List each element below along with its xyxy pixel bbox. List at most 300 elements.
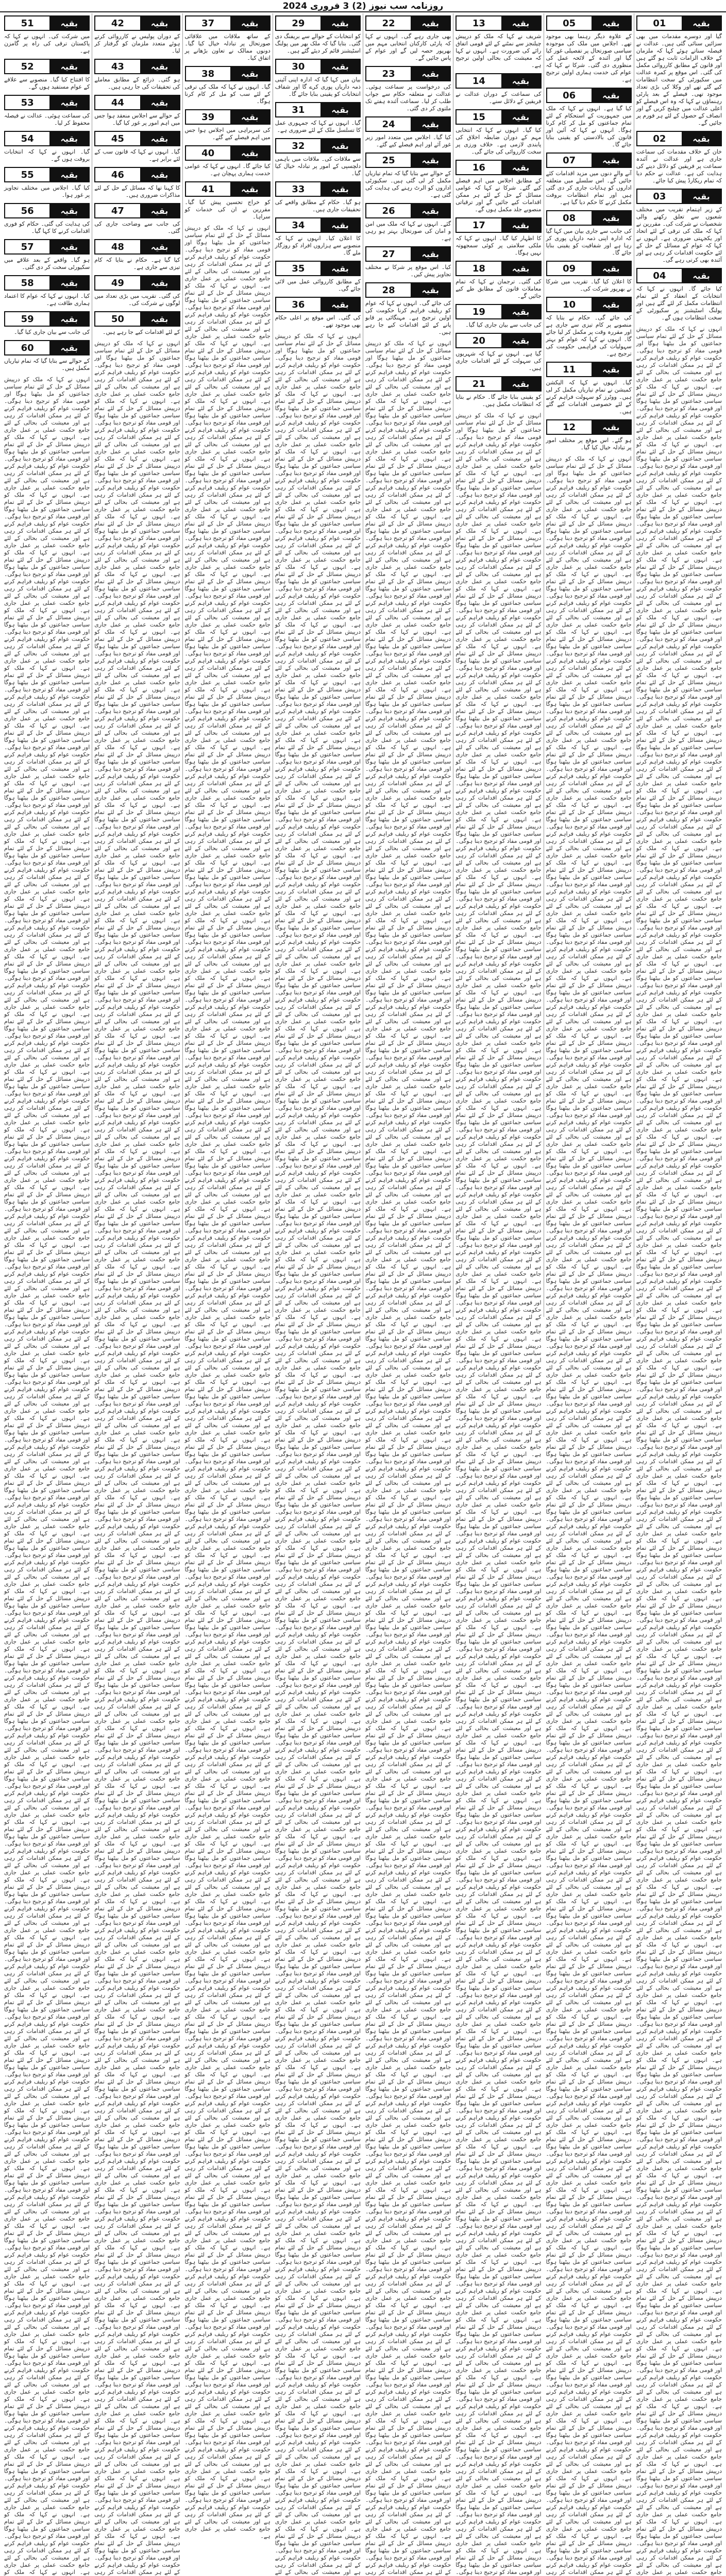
continuation-badge: [455, 73, 541, 89]
continuation-block: [94, 131, 180, 163]
continuation-block: [4, 95, 90, 127]
continuation-number: 60: [21, 342, 34, 353]
column-8: [2, 13, 92, 2575]
continuation-label: بقیہ: [501, 334, 541, 347]
continuation-number: 22: [382, 18, 395, 29]
continuation-block: [185, 109, 271, 141]
continuation-text: ہو گیا۔ واقعے کے بعد علاقے میں سکیورٹی سخت کر دی گئی۔: [4, 257, 90, 270]
continuation-number: 52: [21, 61, 34, 72]
continuation-badge: [4, 167, 90, 182]
continuation-label: بقیہ: [411, 67, 450, 80]
continuation-label: بقیہ: [592, 363, 631, 376]
continuation-number: 49: [111, 277, 124, 289]
continuation-label: بقیہ: [501, 262, 541, 275]
continuation-label: بقیہ: [140, 204, 179, 217]
continuation-number: 35: [292, 263, 305, 274]
continuation-label: بقیہ: [140, 312, 179, 326]
continuation-badge: [275, 181, 361, 197]
continuation-block: [94, 59, 180, 91]
continuation-block: [4, 15, 90, 55]
continuation-block: [4, 239, 90, 271]
continuation-badge: [636, 15, 722, 31]
continuation-block: [365, 203, 451, 242]
continuation-block: [275, 261, 361, 293]
continuation-number: 39: [201, 111, 215, 123]
continuation-label: بقیہ: [501, 161, 541, 174]
continuation-text: کی جانب سے جاری بیان میں کہا گیا کہ ادارہ اپنی ذمہ داریاں پوری کر رہا ہے اور شفافیت کو یقینی بنایا جائے گا۔: [546, 228, 632, 256]
continuation-block: [365, 282, 451, 336]
continuation-number: 44: [111, 97, 124, 108]
continuation-label: بقیہ: [140, 96, 179, 109]
continuation-text: کی سماعت کے دوران عدالت نے فریقین کے دلائل سنے۔: [455, 91, 542, 105]
continuation-label: بقیہ: [230, 182, 269, 196]
continuation-block: [546, 419, 632, 451]
continuation-label: بقیہ: [320, 182, 360, 196]
continuation-text: کی جائے گی۔ حکام نے بتایا کہ منصوبے پر کام تیزی سے جاری ہے اور مقررہ وقت پر مکمل کر لیا جائے گا۔ انہوں نے کہا کہ عوام کو بہتر سہولیات کی فراہمی حکومت کی ترجیح ہے۔: [546, 314, 632, 357]
column-7: [92, 13, 182, 2575]
continuation-label: بقیہ: [49, 96, 89, 109]
column-3: [453, 13, 543, 2575]
continuation-text: کا اعلان کیا گیا۔ تقریب میں شرکا نے بھرپور شرکت کی۔: [546, 278, 632, 292]
continuation-number: 46: [111, 169, 124, 180]
column-body-text: انہوں نے کہا کہ ملک کو درپیش مسائل کے حل کے لئے تمام سیاسی جماعتوں کو مل بیٹھنا ہوگا اور قومی مفاد کو ترجیح دینا ہوگی۔ حکومت عوام کو ریلیف فراہم کرنے کے لئے ہر ممکن اقدامات کر رہی ہے اور معیشت کی بحالی کے لئے جامع حکمت عملی پر عمل جاری ہے۔ انہوں نے کہا کہ ملک کو درپیش مسائل کے حل کے لئے تمام سیاسی جماعتوں کو مل بیٹھنا ہوگا اور قومی مفاد کو ترجیح دینا ہوگی۔ حکومت عوام کو ریلیف فراہم کرنے کے لئے ہر ممکن اقدامات کر رہی ہے اور معیشت کی بحالی کے لئے جامع حکمت عملی پر عمل جاری ہے۔ انہوں نے کہا کہ ملک کو درپیش مسائل کے حل کے لئے تمام سیاسی جماعتوں کو مل بیٹھنا ہوگا اور قومی مفاد کو ترجیح دینا ہوگی۔ حکومت عوام کو ریلیف فراہم کرنے کے لئے ہر ممکن اقدامات کر رہی ہے اور معیشت کی بحالی کے لئے جامع حکمت عملی پر عمل جاری ہے۔ انہوں نے کہا کہ ملک کو درپیش مسائل کے حل کے لئے تمام سیاسی جماعتوں کو مل بیٹھنا ہوگا اور قومی مفاد کو ترجیح دینا ہوگی۔ حکومت عوام کو ریلیف فراہم کرنے کے لئے ہر ممکن اقدامات کر رہی ہے اور معیشت کی بحالی کے لئے جامع حکمت عملی پر عمل جاری ہے۔ انہوں نے کہا کہ ملک کو درپیش مسائل کے حل کے لئے تمام سیاسی جماعتوں کو مل بیٹھنا ہوگا اور قومی مفاد کو ترجیح دینا ہوگی۔ حکومت عوام کو ریلیف فراہم کرنے کے لئے ہر ممکن اقدامات کر رہی ہے اور معیشت کی بحالی کے لئے جامع حکمت عملی پر عمل جاری ہے۔ انہوں نے کہا کہ ملک کو درپیش مسائل کے حل کے لئے تمام سیاسی جماعتوں کو مل بیٹھنا ہوگا اور قومی مفاد کو ترجیح دینا ہوگی۔ حکومت عوام کو ریلیف فراہم کرنے کے لئے ہر ممکن اقدامات کر رہی ہے اور معیشت کی بحالی کے لئے جامع حکمت عملی پر عمل جاری ہے۔ انہوں نے کہا کہ ملک کو درپیش مسائل کے حل کے لئے تمام سیاسی جماعتوں کو مل بیٹھنا ہوگا اور قومی مفاد کو ترجیح دینا ہوگی۔ حکومت عوام کو ریلیف فراہم کرنے کے لئے ہر ممکن اقدامات کر رہی ہے اور معیشت کی بحالی کے لئے جامع حکمت عملی پر عمل جاری ہے۔ انہوں نے کہا کہ ملک کو درپیش مسائل کے حل کے لئے تمام سیاسی جماعتوں کو مل بیٹھنا ہوگا اور قومی مفاد کو ترجیح دینا ہوگی۔ حکومت عوام کو ریلیف فراہم کرنے کے لئے ہر ممکن اقدامات کر رہی ہے اور معیشت کی بحالی کے لئے جامع حکمت عملی پر عمل جاری ہے۔ انہوں نے کہا کہ ملک کو درپیش مسائل کے حل کے لئے تمام سیاسی جماعتوں کو مل بیٹھنا ہوگا اور قومی مفاد کو ترجیح دینا ہوگی۔ حکومت عوام کو ریلیف فراہم کرنے کے لئے ہر ممکن اقدامات کر رہی ہے اور معیشت کی بحالی کے لئے جامع حکمت عملی پر عمل جاری ہے۔ انہوں نے کہا کہ ملک کو درپیش مسائل کے حل کے لئے تمام سیاسی جماعتوں کو مل بیٹھنا ہوگا اور قومی مفاد کو ترجیح دینا ہوگی۔ حکومت عوام کو ریلیف فراہم کرنے کے لئے ہر ممکن اقدامات کر رہی ہے اور معیشت کی بحالی کے لئے جامع حکمت عملی پر عمل جاری ہے۔ انہوں نے کہا کہ ملک کو درپیش مسائل کے حل کے لئے تمام سیاسی جماعتوں کو مل بیٹھنا ہوگا اور قومی مفاد کو ترجیح دینا ہوگی۔ حکومت عوام کو ریلیف فراہم کرنے کے لئے ہر ممکن اقدامات کر رہی ہے اور معیشت کی بحالی کے لئے جامع حکمت عملی پر عمل جاری ہے۔ انہوں نے کہا کہ ملک کو درپیش مسائل کے حل کے لئے تمام سیاسی جماعتوں کو مل بیٹھنا ہوگا اور قومی مفاد کو ترجیح دینا ہوگی۔ حکومت عوام کو ریلیف فراہم کرنے کے لئے ہر ممکن اقدامات کر رہی ہے اور معیشت کی بحالی کے لئے جامع حکمت عملی پر عمل جاری ہے۔ انہوں نے کہا کہ ملک کو درپیش مسائل کے حل کے لئے تمام سیاسی جماعتوں کو مل بیٹھنا ہوگا اور قومی مفاد کو ترجیح دینا ہوگی۔ حکومت عوام کو ریلیف فراہم کرنے کے لئے ہر ممکن اقدامات کر رہی ہے اور معیشت کی بحالی کے لئے جامع حکمت عملی پر عمل جاری ہے۔ انہوں نے کہا کہ ملک کو درپیش مسائل کے حل کے لئے تمام سیاسی جماعتوں کو مل بیٹھنا ہوگا اور قومی مفاد کو ترجیح دینا ہوگی۔ حکومت عوام کو ریلیف فراہم کرنے کے لئے ہر ممکن اقدامات کر رہی ہے اور معیشت کی بحالی کے لئے جامع حکمت عملی پر عمل جاری ہے۔ انہوں نے کہا کہ ملک کو درپیش مسائل کے حل کے لئے تمام سیاسی جماعتوں کو مل بیٹھنا ہوگا اور قومی مفاد کو ترجیح دینا ہوگی۔ حکومت عوام کو ریلیف فراہم کرنے کے لئے ہر ممکن اقدامات کر رہی ہے اور معیشت کی بحالی کے لئے جامع حکمت عملی پر عمل جاری ہے۔ انہوں نے کہا کہ ملک کو درپیش مسائل کے حل کے لئے تمام سیاسی جماعتوں کو مل بیٹھنا ہوگا اور قومی مفاد کو ترجیح دینا ہوگی۔ حکومت عوام کو ریلیف فراہم کرنے کے لئے ہر ممکن اقدامات کر رہی ہے اور معیشت کی بحالی کے لئے جامع حکمت عملی پر عمل جاری ہے۔ انہوں نے کہا کہ ملک کو درپیش مسائل کے حل کے لئے تمام سیاسی جماعتوں کو مل بیٹھنا ہوگا اور قومی مفاد کو ترجیح دینا ہوگی۔ حکومت عوام کو ریلیف فراہم کرنے کے لئے ہر ممکن اقدامات کر رہی ہے اور معیشت کی بحالی کے لئے جامع حکمت عملی پر عمل جاری ہے۔ انہوں نے کہا کہ ملک کو درپیش مسائل کے حل کے لئے تمام سیاسی جماعتوں کو مل بیٹھنا ہوگا اور قومی مفاد کو ترجیح دینا ہوگی۔ حکومت عوام کو ریلیف فراہم کرنے کے لئے ہر ممکن اقدامات کر رہی ہے اور معیشت کی بحالی کے لئے جامع حکمت عملی پر عمل جاری ہے۔ انہوں نے کہا کہ ملک کو درپیش مسائل کے حل کے لئے تمام سیاسی جماعتوں کو مل بیٹھنا ہوگا اور قومی مفاد کو ترجیح دینا ہوگی۔ حکومت عوام کو ریلیف فراہم کرنے کے لئے ہر ممکن اقدامات کر رہی ہے اور معیشت کی بحالی کے لئے جامع حکمت عملی پر عمل جاری ہے۔ انہوں نے کہا کہ ملک کو درپیش مسائل کے حل کے لئے تمام سیاسی جماعتوں کو مل بیٹھنا ہوگا اور قومی مفاد کو ترجیح دینا ہوگی۔ حکومت عوام کو ریلیف فراہم کرنے کے لئے ہر ممکن اقدامات کر رہی ہے اور معیشت کی بحالی کے لئے جامع حکمت عملی پر عمل جاری ہے۔ انہوں نے کہا کہ ملک کو درپیش مسائل کے حل کے لئے تمام سیاسی جماعتوں کو مل بیٹھنا ہوگا اور قومی مفاد کو ترجیح دینا ہوگی۔ حکومت عوام کو ریلیف فراہم کرنے کے لئے ہر ممکن اقدامات کر رہی ہے اور معیشت کی بحالی کے لئے جامع حکمت عملی پر عمل جاری ہے۔ انہوں نے کہا کہ ملک کو درپیش مسائل کے حل کے لئے تمام سیاسی جماعتوں کو مل بیٹھنا ہوگا اور قومی مفاد کو ترجیح دینا ہوگی۔ حکومت عوام کو ریلیف فراہم کرنے کے لئے ہر ممکن اقدامات کر رہی ہے اور معیشت کی بحالی کے لئے جامع حکمت عملی پر عمل جاری ہے۔ انہوں نے کہا کہ ملک کو درپیش مسائل کے حل کے لئے تمام سیاسی جماعتوں کو مل بیٹھنا ہوگا اور قومی مفاد کو ترجیح دینا ہوگی۔ حکومت عوام کو ریلیف فراہم کرنے کے لئے ہر ممکن اقدامات کر رہی ہے اور معیشت کی بحالی کے لئے جامع حکمت عملی پر عمل جاری ہے۔ انہوں نے کہا کہ ملک کو درپیش مسائل کے حل کے لئے تمام سیاسی جماعتوں کو مل بیٹھنا ہوگا اور قومی مفاد کو ترجیح دینا ہوگی۔ حکومت عوام کو ریلیف فراہم کرنے کے لئے ہر ممکن اقدامات کر رہی ہے اور معیشت کی بحالی کے لئے جامع حکمت عملی پر عمل جاری ہے۔ انہوں نے کہا کہ ملک کو درپیش مسائل کے حل کے لئے تمام سیاسی جماعتوں کو مل بیٹھنا ہوگا اور قومی مفاد کو ترجیح دینا ہوگی۔ حکومت عوام کو ریلیف فراہم کرنے کے لئے ہر ممکن اقدامات کر رہی ہے اور معیشت کی بحالی کے لئے جامع حکمت عملی پر عمل جاری ہے۔ انہوں نے کہا کہ ملک کو درپیش مسائل کے حل کے لئے تمام سیاسی جماعتوں کو مل بیٹھنا ہوگا اور قومی مفاد کو ترجیح دینا ہوگی۔ حکومت عوام کو ریلیف فراہم کرنے کے لئے ہر ممکن اقدامات کر رہی ہے اور معیشت کی بحالی کے لئے جامع حکمت عملی پر عمل جاری ہے۔ انہوں نے کہا کہ ملک کو درپیش مسائل کے حل کے لئے تمام سیاسی جماعتوں کو مل بیٹھنا ہوگا اور قومی مفاد کو ترجیح دینا ہوگی۔ حکومت عوام کو ریلیف فراہم کرنے کے لئے ہر ممکن اقدامات کر رہی ہے اور معیشت کی بحالی کے لئے جامع حکمت عملی پر عمل جاری ہے۔ انہوں نے کہا کہ ملک کو درپیش مسائل کے حل کے لئے تمام سیاسی جماعتوں کو مل بیٹھنا ہوگا اور قومی مفاد کو ترجیح دینا ہوگی۔ حکومت عوام کو ریلیف فراہم کرنے کے لئے ہر ممکن اقدامات کر رہی ہے اور معیشت کی بحالی کے لئے جامع حکمت عملی پر عمل جاری ہے۔ انہوں نے کہا کہ ملک کو درپیش مسائل کے حل کے لئے تمام سیاسی جماعتوں کو مل بیٹھنا ہوگا اور قومی مفاد کو ترجیح دینا ہوگی۔ حکومت عوام کو ریلیف فراہم کرنے کے لئے ہر ممکن اقدامات کر رہی ہے اور معیشت کی بحالی کے لئے جامع حکمت عملی پر عمل جاری ہے۔ انہوں نے کہا کہ ملک کو درپیش مسائل کے حل کے لئے تمام سیاسی جماعتوں کو مل بیٹھنا ہوگا اور قومی مفاد کو ترجیح دینا ہوگی۔ حکومت عوام کو ریلیف فراہم کرنے کے لئے ہر ممکن اقدامات کر رہی ہے اور معیشت کی بحالی کے لئے جامع حکمت عملی پر عمل جاری ہے۔ انہوں نے کہا کہ ملک کو درپیش مسائل کے حل کے لئے تمام سیاسی جماعتوں کو مل بیٹھنا ہوگا اور قومی مفاد کو ترجیح دینا ہوگی۔ حکومت عوام کو ریلیف فراہم کرنے کے لئے ہر ممکن اقدامات کر رہی ہے اور معیشت کی بحالی کے لئے جامع حکمت عملی پر عمل جاری ہے۔ انہوں نے کہا کہ ملک کو درپیش مسائل کے حل کے لئے تمام سیاسی جماعتوں کو مل بیٹھنا ہوگا اور قومی مفاد کو ترجیح دینا ہوگی۔ حکومت عوام کو ریلیف فراہم کرنے کے لئے ہر ممکن اقدامات کر رہی ہے اور معیشت کی بحالی کے لئے جامع حکمت عملی پر عمل جاری ہے۔ انہوں نے کہا کہ ملک کو درپیش مسائل کے حل کے لئے تمام سیاسی جماعتوں کو مل بیٹھنا ہوگا اور قومی مفاد کو ترجیح دینا ہوگی۔ حکومت عوام کو ریلیف فراہم کرنے کے لئے ہر ممکن اقدامات کر رہی ہے اور معیشت کی بحالی کے لئے جامع حکمت عملی پر عمل جاری ہے۔ انہوں نے کہا کہ ملک کو درپیش مسائل کے حل کے لئے تمام سیاسی جماعتوں کو مل بیٹھنا ہوگا اور قومی مفاد کو ترجیح دینا ہوگی۔ حکومت عوام کو ریلیف فراہم کرنے کے لئے ہر ممکن اقدامات کر رہی ہے اور معیشت کی بحالی کے لئے جامع حکمت عملی پر عمل جاری ہے۔ انہوں نے کہا کہ ملک کو درپیش مسائل کے حل کے لئے تمام سیاسی جماعتوں کو مل بیٹھنا ہوگا اور قومی مفاد کو ترجیح دینا ہوگی۔ حکومت عوام کو ریلیف فراہم کرنے کے لئے ہر ممکن اقدامات کر رہی ہے اور معیشت کی بحالی کے لئے جامع حکمت عملی پر عمل جاری ہے۔ انہوں نے کہا کہ ملک کو درپیش مسائل کے حل کے لئے تمام سیاسی جماعتوں کو مل بیٹھنا ہوگا اور قومی مفاد کو ترجیح دینا ہوگی۔ حکومت عوام کو ریلیف فراہم کرنے کے لئے ہر ممکن اقدامات کر رہی ہے اور معیشت کی بحالی کے لئے جامع حکمت عملی پر عمل جاری ہے۔ انہوں نے کہا کہ ملک کو درپیش مسائل کے حل کے لئے تمام سیاسی جماعتوں کو مل بیٹھنا ہوگا اور قومی مفاد کو ترجیح دینا ہوگی۔ حکومت عوام کو ریلیف فراہم کرنے کے لئے ہر ممکن اقدامات کر رہی ہے اور معیشت کی بحالی کے لئے جامع حکمت عملی پر عمل جاری ہے۔ انہوں نے کہا کہ ملک کو درپیش مسائل کے حل کے لئے تمام سیاسی جماعتوں کو مل بیٹھنا ہوگا اور قومی مفاد کو ترجیح دینا ہوگی۔ حکومت عوام کو ریلیف فراہم کرنے کے لئے ہر ممکن اقدامات کر رہی ہے اور معیشت کی بحالی کے لئے جامع حکمت عملی پر عمل جاری ہے۔ انہوں نے کہا کہ ملک کو درپیش مسائل کے حل کے لئے تمام سیاسی جماعتوں کو مل بیٹھنا ہوگا اور قومی مفاد کو ترجیح دینا ہوگی۔ حکومت عوام کو ریلیف فراہم کرنے کے لئے ہر ممکن اقدامات کر رہی ہے اور معیشت کی بحالی کے لئے جامع حکمت عملی پر عمل جاری: [636, 326, 722, 2575]
continuation-badge: [636, 131, 722, 146]
column-5: [273, 13, 363, 2575]
continuation-badge: [365, 66, 451, 81]
continuation-label: بقیہ: [140, 16, 179, 30]
continuation-text: کا اعلان کیا۔ انہوں نے کہا کہ منصوبے سے ہزاروں افراد کو روزگار ملے گا۔: [275, 235, 361, 256]
continuation-label: بقیہ: [140, 168, 179, 181]
continuation-block: [4, 311, 90, 336]
continuation-text: کے ساتھ ملاقات میں علاقائی صورتحال پر تبادلہ خیال کیا گیا۔ دونوں ممالک نے تعاون بڑھانے پر اتفاق کیا۔: [184, 33, 271, 61]
continuation-text: ہو گیا۔ حکام کے مطابق واقعے کی تحقیقات جاری ہیں۔: [275, 199, 361, 213]
column-body-text: انہوں نے کہا کہ ملک کو درپیش مسائل کے حل کے لئے تمام سیاسی جماعتوں کو مل بیٹھنا ہوگا اور قومی مفاد کو ترجیح دینا ہوگی۔ حکومت عوام کو ریلیف فراہم کرنے کے لئے ہر ممکن اقدامات کر رہی ہے اور معیشت کی بحالی کے لئے جامع حکمت عملی پر عمل جاری ہے۔ انہوں نے کہا کہ ملک کو درپیش مسائل کے حل کے لئے تمام سیاسی جماعتوں کو مل بیٹھنا ہوگا اور قومی مفاد کو ترجیح دینا ہوگی۔ حکومت عوام کو ریلیف فراہم کرنے کے لئے ہر ممکن اقدامات کر رہی ہے اور معیشت کی بحالی کے لئے جامع حکمت عملی پر عمل جاری ہے۔ انہوں نے کہا کہ ملک کو درپیش مسائل کے حل کے لئے تمام سیاسی جماعتوں کو مل بیٹھنا ہوگا اور قومی مفاد کو ترجیح دینا ہوگی۔ حکومت عوام کو ریلیف فراہم کرنے کے لئے ہر ممکن اقدامات کر رہی ہے اور معیشت کی بحالی کے لئے جامع حکمت عملی پر عمل جاری ہے۔ انہوں نے کہا کہ ملک کو درپیش مسائل کے حل کے لئے تمام سیاسی جماعتوں کو مل بیٹھنا ہوگا اور قومی مفاد کو ترجیح دینا ہوگی۔ حکومت عوام کو ریلیف فراہم کرنے کے لئے ہر ممکن اقدامات کر رہی ہے اور معیشت کی بحالی کے لئے جامع حکمت عملی پر عمل جاری ہے۔ انہوں نے کہا کہ ملک کو درپیش مسائل کے حل کے لئے تمام سیاسی جماعتوں کو مل بیٹھنا ہوگا اور قومی مفاد کو ترجیح دینا ہوگی۔ حکومت عوام کو ریلیف فراہم کرنے کے لئے ہر ممکن اقدامات کر رہی ہے اور معیشت کی بحالی کے لئے جامع حکمت عملی پر عمل جاری ہے۔ انہوں نے کہا کہ ملک کو درپیش مسائل کے حل کے لئے تمام سیاسی جماعتوں کو مل بیٹھنا ہوگا اور قومی مفاد کو ترجیح دینا ہوگی۔ حکومت عوام کو ریلیف فراہم کرنے کے لئے ہر ممکن اقدامات کر رہی ہے اور معیشت کی بحالی کے لئے جامع حکمت عملی پر عمل جاری ہے۔ انہوں نے کہا کہ ملک کو درپیش مسائل کے حل کے لئے تمام سیاسی جماعتوں کو مل بیٹھنا ہوگا اور قومی مفاد کو ترجیح دینا ہوگی۔ حکومت عوام کو ریلیف فراہم کرنے کے لئے ہر ممکن اقدامات کر رہی ہے اور معیشت کی بحالی کے لئے جامع حکمت عملی پر عمل جاری ہے۔ انہوں نے کہا کہ ملک کو درپیش مسائل کے حل کے لئے تمام سیاسی جماعتوں کو مل بیٹھنا ہوگا اور قومی مفاد کو ترجیح دینا ہوگی۔ حکومت عوام کو ریلیف فراہم کرنے کے لئے ہر ممکن اقدامات کر رہی ہے اور معیشت کی بحالی کے لئے جامع حکمت عملی پر عمل جاری ہے۔ انہوں نے کہا کہ ملک کو درپیش مسائل کے حل کے لئے تمام سیاسی جماعتوں کو مل بیٹھنا ہوگا اور قومی مفاد کو ترجیح دینا ہوگی۔ حکومت عوام کو ریلیف فراہم کرنے کے لئے ہر ممکن اقدامات کر رہی ہے اور معیشت کی بحالی کے لئے جامع حکمت عملی پر عمل جاری ہے۔ انہوں نے کہا کہ ملک کو درپیش مسائل کے حل کے لئے تمام سیاسی جماعتوں کو مل بیٹھنا ہوگا اور قومی مفاد کو ترجیح دینا ہوگی۔ حکومت عوام کو ریلیف فراہم کرنے کے لئے ہر ممکن اقدامات کر رہی ہے اور معیشت کی بحالی کے لئے جامع حکمت عملی پر عمل جاری ہے۔ انہوں نے کہا کہ ملک کو درپیش مسائل کے حل کے لئے تمام سیاسی جماعتوں کو مل بیٹھنا ہوگا اور قومی مفاد کو ترجیح دینا ہوگی۔ حکومت عوام کو ریلیف فراہم کرنے کے لئے ہر ممکن اقدامات کر رہی ہے اور معیشت کی بحالی کے لئے جامع حکمت عملی پر عمل جاری ہے۔ انہوں نے کہا کہ ملک کو درپیش مسائل کے حل کے لئے تمام سیاسی جماعتوں کو مل بیٹھنا ہوگا اور قومی مفاد کو ترجیح دینا ہوگی۔ حکومت عوام کو ریلیف فراہم کرنے کے لئے ہر ممکن اقدامات کر رہی ہے اور معیشت کی بحالی کے لئے جامع حکمت عملی پر عمل جاری ہے۔ انہوں نے کہا کہ ملک کو درپیش مسائل کے حل کے لئے تمام سیاسی جماعتوں کو مل بیٹھنا ہوگا اور قومی مفاد کو ترجیح دینا ہوگی۔ حکومت عوام کو ریلیف فراہم کرنے کے لئے ہر ممکن اقدامات کر رہی ہے اور معیشت کی بحالی کے لئے جامع حکمت عملی پر عمل جاری ہے۔ انہوں نے کہا کہ ملک کو درپیش مسائل کے حل کے لئے تمام سیاسی جماعتوں کو مل بیٹھنا ہوگا اور قومی مفاد کو ترجیح دینا ہوگی۔ حکومت عوام کو ریلیف فراہم کرنے کے لئے ہر ممکن اقدامات کر رہی ہے اور معیشت کی بحالی کے لئے جامع حکمت عملی پر عمل جاری ہے۔ انہوں نے کہا کہ ملک کو درپیش مسائل کے حل کے لئے تمام سیاسی جماعتوں کو مل بیٹھنا ہوگا اور قومی مفاد کو ترجیح دینا ہوگی۔ حکومت عوام کو ریلیف فراہم کرنے کے لئے ہر ممکن اقدامات کر رہی ہے اور معیشت کی بحالی کے لئے جامع حکمت عملی پر عمل جاری ہے۔ انہوں نے کہا کہ ملک کو درپیش مسائل کے حل کے لئے تمام سیاسی جماعتوں کو مل بیٹھنا ہوگا اور قومی مفاد کو ترجیح دینا ہوگی۔ حکومت عوام کو ریلیف فراہم کرنے کے لئے ہر ممکن اقدامات کر رہی ہے اور معیشت کی بحالی کے لئے جامع حکمت عملی پر عمل جاری ہے۔ انہوں نے کہا کہ ملک کو درپیش مسائل کے حل کے لئے تمام سیاسی جماعتوں کو مل بیٹھنا ہوگا اور قومی مفاد کو ترجیح دینا ہوگی۔ حکومت عوام کو ریلیف فراہم کرنے کے لئے ہر ممکن اقدامات کر رہی ہے اور معیشت کی بحالی کے لئے جامع حکمت عملی پر عمل جاری ہے۔ انہوں نے کہا کہ ملک کو درپیش مسائل کے حل کے لئے تمام سیاسی جماعتوں کو مل بیٹھنا ہوگا اور قومی مفاد کو ترجیح دینا ہوگی۔ حکومت عوام کو ریلیف فراہم کرنے کے لئے ہر ممکن اقدامات کر رہی ہے اور معیشت کی بحالی کے لئے جامع حکمت عملی پر عمل جاری ہے۔ انہوں نے کہا کہ ملک کو درپیش مسائل کے حل کے لئے تمام سیاسی جماعتوں کو مل بیٹھنا ہوگا اور قومی مفاد کو ترجیح دینا ہوگی۔ حکومت عوام کو ریلیف فراہم کرنے کے لئے ہر ممکن اقدامات کر رہی ہے اور معیشت کی بحالی کے لئے جامع حکمت عملی پر عمل جاری ہے۔ انہوں نے کہا کہ ملک کو درپیش مسائل کے حل کے لئے تمام سیاسی جماعتوں کو مل بیٹھنا ہوگا اور قومی مفاد کو ترجیح دینا ہوگی۔ حکومت عوام کو ریلیف فراہم کرنے کے لئے ہر ممکن اقدامات کر رہی ہے اور معیشت کی بحالی کے لئے جامع حکمت عملی پر عمل جاری ہے۔ انہوں نے کہا کہ ملک کو درپیش مسائل کے حل کے لئے تمام سیاسی جماعتوں کو مل بیٹھنا ہوگا اور قومی مفاد کو ترجیح دینا ہوگی۔ حکومت عوام کو ریلیف فراہم کرنے کے لئے ہر ممکن اقدامات کر رہی ہے اور معیشت کی بحالی کے لئے جامع حکمت عملی پر عمل جاری ہے۔ انہوں نے کہا کہ ملک کو درپیش مسائل کے حل کے لئے تمام سیاسی جماعتوں کو مل بیٹھنا ہوگا اور قومی مفاد کو ترجیح دینا ہوگی۔ حکومت عوام کو ریلیف فراہم کرنے کے لئے ہر ممکن اقدامات کر رہی ہے اور معیشت کی بحالی کے لئے جامع حکمت عملی پر عمل جاری ہے۔ انہوں نے کہا کہ ملک کو درپیش مسائل کے حل کے لئے تمام سیاسی جماعتوں کو مل بیٹھنا ہوگا اور قومی مفاد کو ترجیح دینا ہوگی۔ حکومت عوام کو ریلیف فراہم کرنے کے لئے ہر ممکن اقدامات کر رہی ہے اور معیشت کی بحالی کے لئے جامع حکمت عملی پر عمل جاری ہے۔ انہوں نے کہا کہ ملک کو درپیش مسائل کے حل کے لئے تمام سیاسی جماعتوں کو مل بیٹھنا ہوگا اور قومی مفاد کو ترجیح دینا ہوگی۔ حکومت عوام کو ریلیف فراہم کرنے کے لئے ہر ممکن اقدامات کر رہی ہے اور معیشت کی بحالی کے لئے جامع حکمت عملی پر عمل جاری ہے۔ انہوں نے کہا کہ ملک کو درپیش مسائل کے حل کے لئے تمام سیاسی جماعتوں کو مل بیٹھنا ہوگا اور قومی مفاد کو ترجیح دینا ہوگی۔ حکومت عوام کو ریلیف فراہم کرنے کے لئے ہر ممکن اقدامات کر رہی ہے اور معیشت کی بحالی کے لئے جامع حکمت عملی پر عمل جاری ہے۔ انہوں نے کہا کہ ملک کو درپیش مسائل کے حل کے لئے تمام سیاسی جماعتوں کو مل بیٹھنا ہوگا اور قومی مفاد کو ترجیح دینا ہوگی۔ حکومت عوام کو ریلیف فراہم کرنے کے لئے ہر ممکن اقدامات کر رہی ہے اور معیشت کی بحالی کے لئے جامع حکمت عملی پر عمل جاری ہے۔ انہوں نے کہا کہ ملک کو درپیش مسائل کے حل کے لئے تمام سیاسی جماعتوں کو مل بیٹھنا ہوگا اور قومی مفاد کو ترجیح دینا ہوگی۔ حکومت عوام کو ریلیف فراہم کرنے کے لئے ہر ممکن اقدامات کر رہی ہے اور معیشت کی بحالی کے لئے جامع حکمت عملی پر عمل جاری ہے۔ انہوں نے کہا کہ ملک کو درپیش مسائل کے حل کے لئے تمام سیاسی جماعتوں کو مل بیٹھنا ہوگا اور قومی مفاد کو ترجیح دینا ہوگی۔ حکومت عوام کو ریلیف فراہم کرنے کے لئے ہر ممکن اقدامات کر رہی ہے اور معیشت کی بحالی کے لئے جامع حکمت عملی پر عمل جاری ہے۔ انہوں نے کہا کہ ملک کو درپیش مسائل کے حل کے لئے تمام سیاسی جماعتوں کو مل بیٹھنا ہوگا اور قومی مفاد کو ترجیح دینا ہوگی۔ حکومت عوام کو ریلیف فراہم کرنے کے لئے ہر ممکن اقدامات کر رہی ہے اور معیشت کی بحالی کے لئے جامع حکمت عملی پر عمل جاری ہے۔ انہوں نے کہا کہ ملک کو درپیش مسائل کے حل کے لئے تمام سیاسی جماعتوں کو مل بیٹھنا ہوگا اور قومی مفاد کو ترجیح دینا ہوگی۔ حکومت عوام کو ریلیف فراہم کرنے کے لئے ہر ممکن اقدامات کر رہی ہے اور معیشت کی بحالی کے لئے جامع حکمت عملی پر عمل جاری ہے۔ انہوں نے کہا کہ ملک کو درپیش مسائل کے حل کے لئے تمام سیاسی جماعتوں کو مل بیٹھنا ہوگا اور قومی مفاد کو ترجیح دینا ہوگی۔ حکومت عوام کو ریلیف فراہم کرنے کے لئے ہر ممکن اقدامات کر رہی ہے اور معیشت کی بحالی کے لئے جامع حکمت عملی پر عمل جاری ہے۔ انہوں نے کہا کہ ملک کو درپیش مسائل کے حل کے لئے تمام سیاسی جماعتوں کو مل بیٹھنا ہوگا اور قومی مفاد کو ترجیح دینا ہوگی۔ حکومت عوام کو ریلیف فراہم کرنے کے لئے ہر ممکن اقدامات کر رہی ہے اور معیشت کی بحالی کے لئے جامع حکمت عملی پر عمل جاری ہے۔ انہوں نے کہا کہ ملک کو درپیش مسائل کے حل کے لئے تمام سیاسی جماعتوں کو مل بیٹھنا ہوگا اور قومی مفاد کو ترجیح دینا ہوگی۔ حکومت عوام کو ریلیف فراہم کرنے کے لئے ہر ممکن اقدامات کر رہی ہے اور معیشت کی بحالی کے لئے جامع حکمت عملی پر عمل جاری ہے۔ انہوں نے کہا کہ ملک کو درپیش مسائل کے حل کے لئے تمام سیاسی جماعتوں کو مل بیٹھنا ہوگا اور قومی مفاد کو ترجیح دینا ہوگی۔ حکومت عوام کو ریلیف فراہم کرنے کے لئے ہر ممکن اقدامات کر رہی ہے اور معیشت کی بحالی کے لئے جامع حکمت عملی پر عمل جاری ہے۔ انہوں نے کہا کہ ملک کو درپیش مسائل کے حل کے لئے تمام سیاسی جماعتوں کو مل بیٹھنا ہوگا اور قومی مفاد کو ترجیح دینا ہوگی۔ حکومت عوام کو ریلیف فراہم کرنے کے لئے ہر ممکن اقدامات کر رہی ہے اور معیشت کی بحالی کے لئے جامع حکمت عملی پر عمل جاری ہے۔ انہوں نے کہا کہ ملک کو درپیش مسائل کے حل کے لئے تمام سیاسی جماعتوں کو مل بیٹھنا ہوگا اور قومی مفاد کو ترجیح دینا ہوگی۔ حکومت عوام کو ریلیف فراہم کرنے کے لئے ہر ممکن اقدامات کر رہی ہے اور معیشت کی بحالی کے لئے جامع حکمت عملی پر عمل جاری ہے۔ انہوں نے کہا کہ ملک کو درپیش مسائل کے حل کے لئے تمام سیاسی جماعتوں کو مل بیٹھنا ہوگا اور قومی مفاد کو ترجیح دینا ہوگی۔ حکومت عوام کو ریلیف فراہم کرنے کے لئے ہر ممکن اقدامات کر رہی ہے اور معیشت کی بحالی کے لئے جامع حکمت عملی پر عمل جاری ہے۔ انہوں نے کہا کہ ملک کو درپیش مسائل کے حل کے لئے تمام سیاسی جماعتوں کو مل بیٹھنا ہوگا اور قومی مفاد کو ترجیح دینا ہوگی۔: [455, 412, 542, 2575]
continuation-block: [4, 203, 90, 235]
continuation-label: بقیہ: [592, 89, 631, 102]
continuation-block: [636, 268, 722, 321]
continuation-label: بقیہ: [230, 67, 269, 80]
continuation-number: 54: [21, 133, 34, 144]
continuation-block: [455, 261, 541, 300]
continuation-text: ہو گئے۔ اس موقع پر مختلف امور پر تبادلہ خیال کیا گیا۔: [546, 437, 632, 451]
continuation-text: کیا گیا ہے۔ انہوں نے کہا کہ ملک میں جمہوریت کے استحکام کے لئے تمام جماعتوں کو مل کر کام کرنا ہوگا۔ انہوں نے کہا کہ آئین اور قانون کی بالادستی کو یقینی بنایا جائے گا۔: [546, 105, 632, 148]
continuation-text: گیا ہے۔ انہوں نے کہا کہ شہریوں کی سہولت کے لئے اقدامات جاری ہیں۔: [455, 350, 542, 371]
continuation-badge: [636, 189, 722, 204]
continuation-badge: [94, 239, 180, 255]
continuation-number: 25: [382, 155, 395, 166]
continuation-number: 51: [21, 18, 34, 29]
continuation-block: [546, 362, 632, 415]
continuation-label: بقیہ: [49, 60, 89, 73]
continuation-label: بقیہ: [411, 283, 450, 297]
continuation-text: کے حوالے سے بتایا گیا کہ تمام تیاریاں مکمل کر لی گئی ہیں۔ سکیورٹی اداروں کو الرٹ رہنے کی ہدایت کی گئی ہے۔: [365, 170, 451, 198]
continuation-block: [546, 261, 632, 293]
continuation-text: کیا۔ انہوں نے کہا کہ عوام کا اعتماد ہماری طاقت ہے۔: [4, 293, 90, 307]
continuation-badge: [185, 181, 271, 197]
continuation-number: 33: [292, 183, 305, 195]
continuation-label: بقیہ: [230, 146, 269, 160]
continuation-label: بقیہ: [320, 262, 360, 275]
continuation-number: 09: [563, 263, 576, 274]
continuation-label: بقیہ: [49, 276, 89, 290]
continuation-text: گیا۔ انہوں نے کہا کہ ملک کی ترقی کے لئے سب کو مل کر کام کرنا ہوگا۔: [184, 83, 271, 105]
continuation-label: بقیہ: [320, 103, 360, 116]
continuation-block: [546, 152, 632, 206]
continuation-block: [4, 275, 90, 307]
continuation-label: بقیہ: [140, 60, 179, 73]
continuation-badge: [94, 311, 180, 327]
continuation-number: 26: [382, 205, 395, 216]
continuation-block: [365, 116, 451, 148]
continuation-text: کی گئی۔ اس موقع پر اعلی حکام بھی موجود تھے۔: [275, 314, 361, 328]
continuation-text: کے مطابق اجلاس میں اہم فیصلے کیے گئے۔ شرکا نے کہا کہ عوامی مسائل کے حل کے لئے ہر ممکن اقدامات کیے جائیں گے اور ترقیاتی منصوبے جلد مکمل ہوں گے۔: [455, 177, 542, 213]
continuation-text: آنے والے دنوں میں مزید اقدامات کئے جائیں گے۔ اس سلسلے میں متعلقہ اداروں کو ہدایات جاری کر دی گئی ہیں اور تمام انتظامات بروقت مکمل کرنے کا حکم دیا گیا ہے۔: [546, 170, 632, 206]
continuation-text: کے حوالے سے بتایا گیا کہ تمام تیاریاں مکمل ہیں۔: [4, 358, 90, 371]
continuation-number: 18: [472, 263, 485, 274]
continuation-label: بقیہ: [49, 312, 89, 326]
continuation-number: 38: [201, 68, 215, 79]
continuation-label: بقیہ: [49, 132, 89, 145]
continuation-block: [546, 88, 632, 148]
column-body-text: انہوں نے کہا کہ ملک کو درپیش مسائل کے حل کے لئے تمام سیاسی جماعتوں کو مل بیٹھنا ہوگا اور قومی مفاد کو ترجیح دینا ہوگی۔ حکومت عوام کو ریلیف فراہم کرنے کے لئے ہر ممکن اقدامات کر رہی ہے اور معیشت کی بحالی کے لئے جامع حکمت عملی پر عمل جاری ہے۔ انہوں نے کہا کہ ملک کو درپیش مسائل کے حل کے لئے تمام سیاسی جماعتوں کو مل بیٹھنا ہوگا اور قومی مفاد کو ترجیح دینا ہوگی۔ حکومت عوام کو ریلیف فراہم کرنے کے لئے ہر ممکن اقدامات کر رہی ہے اور معیشت کی بحالی کے لئے جامع حکمت عملی پر عمل جاری ہے۔ انہوں نے کہا کہ ملک کو درپیش مسائل کے حل کے لئے تمام سیاسی جماعتوں کو مل بیٹھنا ہوگا اور قومی مفاد کو ترجیح دینا ہوگی۔ حکومت عوام کو ریلیف فراہم کرنے کے لئے ہر ممکن اقدامات کر رہی ہے اور معیشت کی بحالی کے لئے جامع حکمت عملی پر عمل جاری ہے۔ انہوں نے کہا کہ ملک کو درپیش مسائل کے حل کے لئے تمام سیاسی جماعتوں کو مل بیٹھنا ہوگا اور قومی مفاد کو ترجیح دینا ہوگی۔ حکومت عوام کو ریلیف فراہم کرنے کے لئے ہر ممکن اقدامات کر رہی ہے اور معیشت کی بحالی کے لئے جامع حکمت عملی پر عمل جاری ہے۔ انہوں نے کہا کہ ملک کو درپیش مسائل کے حل کے لئے تمام سیاسی جماعتوں کو مل بیٹھنا ہوگا اور قومی مفاد کو ترجیح دینا ہوگی۔ حکومت عوام کو ریلیف فراہم کرنے کے لئے ہر ممکن اقدامات کر رہی ہے اور معیشت کی بحالی کے لئے جامع حکمت عملی پر عمل جاری ہے۔ انہوں نے کہا کہ ملک کو درپیش مسائل کے حل کے لئے تمام سیاسی جماعتوں کو مل بیٹھنا ہوگا اور قومی مفاد کو ترجیح دینا ہوگی۔ حکومت عوام کو ریلیف فراہم کرنے کے لئے ہر ممکن اقدامات کر رہی ہے اور معیشت کی بحالی کے لئے جامع حکمت عملی پر عمل جاری ہے۔ انہوں نے کہا کہ ملک کو درپیش مسائل کے حل کے لئے تمام سیاسی جماعتوں کو مل بیٹھنا ہوگا اور قومی مفاد کو ترجیح دینا ہوگی۔ حکومت عوام کو ریلیف فراہم کرنے کے لئے ہر ممکن اقدامات کر رہی ہے اور معیشت کی بحالی کے لئے جامع حکمت عملی پر عمل جاری ہے۔ انہوں نے کہا کہ ملک کو درپیش مسائل کے حل کے لئے تمام سیاسی جماعتوں کو مل بیٹھنا ہوگا اور قومی مفاد کو ترجیح دینا ہوگی۔ حکومت عوام کو ریلیف فراہم کرنے کے لئے ہر ممکن اقدامات کر رہی ہے اور معیشت کی بحالی کے لئے جامع حکمت عملی پر عمل جاری ہے۔ انہوں نے کہا کہ ملک کو درپیش مسائل کے حل کے لئے تمام سیاسی جماعتوں کو مل بیٹھنا ہوگا اور قومی مفاد کو ترجیح دینا ہوگی۔ حکومت عوام کو ریلیف فراہم کرنے کے لئے ہر ممکن اقدامات کر رہی ہے اور معیشت کی بحالی کے لئے جامع حکمت عملی پر عمل جاری ہے۔ انہوں نے کہا کہ ملک کو درپیش مسائل کے حل کے لئے تمام سیاسی جماعتوں کو مل بیٹھنا ہوگا اور قومی مفاد کو ترجیح دینا ہوگی۔ حکومت عوام کو ریلیف فراہم کرنے کے لئے ہر ممکن اقدامات کر رہی ہے اور معیشت کی بحالی کے لئے جامع حکمت عملی پر عمل جاری ہے۔ انہوں نے کہا کہ ملک کو درپیش مسائل کے حل کے لئے تمام سیاسی جماعتوں کو مل بیٹھنا ہوگا اور قومی مفاد کو ترجیح دینا ہوگی۔ حکومت عوام کو ریلیف فراہم کرنے کے لئے ہر ممکن اقدامات کر رہی ہے اور معیشت کی بحالی کے لئے جامع حکمت عملی پر عمل جاری ہے۔ انہوں نے کہا کہ ملک کو درپیش مسائل کے حل کے لئے تمام سیاسی جماعتوں کو مل بیٹھنا ہوگا اور قومی مفاد کو ترجیح دینا ہوگی۔ حکومت عوام کو ریلیف فراہم کرنے کے لئے ہر ممکن اقدامات کر رہی ہے اور معیشت کی بحالی کے لئے جامع حکمت عملی پر عمل جاری ہے۔ انہوں نے کہا کہ ملک کو درپیش مسائل کے حل کے لئے تمام سیاسی جماعتوں کو مل بیٹھنا ہوگا اور قومی مفاد کو ترجیح دینا ہوگی۔ حکومت عوام کو ریلیف فراہم کرنے کے لئے ہر ممکن اقدامات کر رہی ہے اور معیشت کی بحالی کے لئے جامع حکمت عملی پر عمل جاری ہے۔ انہوں نے کہا کہ ملک کو درپیش مسائل کے حل کے لئے تمام سیاسی جماعتوں کو مل بیٹھنا ہوگا اور قومی مفاد کو ترجیح دینا ہوگی۔ حکومت عوام کو ریلیف فراہم کرنے کے لئے ہر ممکن اقدامات کر رہی ہے اور معیشت کی بحالی کے لئے جامع حکمت عملی پر عمل جاری ہے۔ انہوں نے کہا کہ ملک کو درپیش مسائل کے حل کے لئے تمام سیاسی جماعتوں کو مل بیٹھنا ہوگا اور قومی مفاد کو ترجیح دینا ہوگی۔ حکومت عوام کو ریلیف فراہم کرنے کے لئے ہر ممکن اقدامات کر رہی ہے اور معیشت کی بحالی کے لئے جامع حکمت عملی پر عمل جاری ہے۔ انہوں نے کہا کہ ملک کو درپیش مسائل کے حل کے لئے تمام سیاسی جماعتوں کو مل بیٹھنا ہوگا اور قومی مفاد کو ترجیح دینا ہوگی۔ حکومت عوام کو ریلیف فراہم کرنے کے لئے ہر ممکن اقدامات کر رہی ہے اور معیشت کی بحالی کے لئے جامع حکمت عملی پر عمل جاری ہے۔ انہوں نے کہا کہ ملک کو درپیش مسائل کے حل کے لئے تمام سیاسی جماعتوں کو مل بیٹھنا ہوگا اور قومی مفاد کو ترجیح دینا ہوگی۔ حکومت عوام کو ریلیف فراہم کرنے کے لئے ہر ممکن اقدامات کر رہی ہے اور معیشت کی بحالی کے لئے جامع حکمت عملی پر عمل جاری ہے۔ انہوں نے کہا کہ ملک کو درپیش مسائل کے حل کے لئے تمام سیاسی جماعتوں کو مل بیٹھنا ہوگا اور قومی مفاد کو ترجیح دینا ہوگی۔ حکومت عوام کو ریلیف فراہم کرنے کے لئے ہر ممکن اقدامات کر رہی ہے اور معیشت کی بحالی کے لئے جامع حکمت عملی پر عمل جاری ہے۔ انہوں نے کہا کہ ملک کو درپیش مسائل کے حل کے لئے تمام سیاسی جماعتوں کو مل بیٹھنا ہوگا اور قومی مفاد کو ترجیح دینا ہوگی۔ حکومت عوام کو ریلیف فراہم کرنے کے لئے ہر ممکن اقدامات کر رہی ہے اور معیشت کی بحالی کے لئے جامع حکمت عملی پر عمل جاری ہے۔ انہوں نے کہا کہ ملک کو درپیش مسائل کے حل کے لئے تمام سیاسی جماعتوں کو مل بیٹھنا ہوگا اور قومی مفاد کو ترجیح دینا ہوگی۔ حکومت عوام کو ریلیف فراہم کرنے کے لئے ہر ممکن اقدامات کر رہی ہے اور معیشت کی بحالی کے لئے جامع حکمت عملی پر عمل جاری ہے۔ انہوں نے کہا کہ ملک کو درپیش مسائل کے حل کے لئے تمام سیاسی جماعتوں کو مل بیٹھنا ہوگا اور قومی مفاد کو ترجیح دینا ہوگی۔ حکومت عوام کو ریلیف فراہم کرنے کے لئے ہر ممکن اقدامات کر رہی ہے اور معیشت کی بحالی کے لئے جامع حکمت عملی پر عمل جاری ہے۔ انہوں نے کہا کہ ملک کو درپیش مسائل کے حل کے لئے تمام سیاسی جماعتوں کو مل بیٹھنا ہوگا اور قومی مفاد کو ترجیح دینا ہوگی۔ حکومت عوام کو ریلیف فراہم کرنے کے لئے ہر ممکن اقدامات کر رہی ہے اور معیشت کی بحالی کے لئے جامع حکمت عملی پر عمل جاری ہے۔ انہوں نے کہا کہ ملک کو درپیش مسائل کے حل کے لئے تمام سیاسی جماعتوں کو مل بیٹھنا ہوگا اور قومی مفاد کو ترجیح دینا ہوگی۔ حکومت عوام کو ریلیف فراہم کرنے کے لئے ہر ممکن اقدامات کر رہی ہے اور معیشت کی بحالی کے لئے جامع حکمت عملی پر عمل جاری ہے۔ انہوں نے کہا کہ ملک کو درپیش مسائل کے حل کے لئے تمام سیاسی جماعتوں کو مل بیٹھنا ہوگا اور قومی مفاد کو ترجیح دینا ہوگی۔ حکومت عوام کو ریلیف فراہم کرنے کے لئے ہر ممکن اقدامات کر رہی ہے اور معیشت کی بحالی کے لئے جامع حکمت عملی پر عمل جاری ہے۔ انہوں نے کہا کہ ملک کو درپیش مسائل کے حل کے لئے تمام سیاسی جماعتوں کو مل بیٹھنا ہوگا اور قومی مفاد کو ترجیح دینا ہوگی۔ حکومت عوام کو ریلیف فراہم کرنے کے لئے ہر ممکن اقدامات کر رہی ہے اور معیشت کی بحالی کے لئے جامع حکمت عملی پر عمل جاری ہے۔ انہوں نے کہا کہ ملک کو درپیش مسائل کے حل کے لئے تمام سیاسی جماعتوں کو مل بیٹھنا ہوگا اور قومی مفاد کو ترجیح دینا ہوگی۔ حکومت عوام کو ریلیف فراہم کرنے کے لئے ہر ممکن اقدامات کر رہی ہے اور معیشت کی بحالی کے لئے جامع حکمت عملی پر عمل جاری ہے۔ انہوں نے کہا کہ ملک کو درپیش مسائل کے حل کے لئے تمام سیاسی جماعتوں کو مل بیٹھنا ہوگا اور قومی مفاد کو ترجیح دینا ہوگی۔ حکومت عوام کو ریلیف فراہم کرنے کے لئے ہر ممکن اقدامات کر رہی ہے اور معیشت کی بحالی کے لئے جامع حکمت عملی پر عمل جاری ہے۔ انہوں نے کہا کہ ملک کو درپیش مسائل کے حل کے لئے تمام سیاسی جماعتوں کو مل بیٹھنا ہوگا اور قومی مفاد کو ترجیح دینا ہوگی۔ حکومت عوام کو ریلیف فراہم کرنے کے لئے ہر ممکن اقدامات کر رہی ہے اور معیشت کی بحالی کے لئے جامع حکمت عملی پر عمل جاری ہے۔ انہوں نے کہا کہ ملک کو درپیش مسائل کے حل کے لئے تمام سیاسی جماعتوں کو مل بیٹھنا ہوگا اور قومی مفاد کو ترجیح دینا ہوگی۔ حکومت عوام کو ریلیف فراہم کرنے کے لئے ہر ممکن اقدامات کر رہی ہے اور معیشت کی بحالی کے لئے جامع حکمت عملی پر عمل جاری ہے۔ انہوں نے کہا کہ ملک کو درپیش مسائل کے حل کے لئے تمام سیاسی جماعتوں کو مل بیٹھنا ہوگا اور قومی مفاد کو ترجیح دینا ہوگی۔ حکومت عوام کو ریلیف فراہم کرنے کے لئے ہر ممکن اقدامات کر رہی ہے اور معیشت کی بحالی کے لئے جامع حکمت عملی پر عمل جاری ہے۔ انہوں نے کہا کہ ملک کو درپیش مسائل کے حل کے لئے تمام سیاسی جماعتوں کو مل بیٹھنا ہوگا اور قومی مفاد کو ترجیح دینا ہوگی۔ حکومت عوام کو ریلیف فراہم کرنے کے لئے ہر ممکن اقدامات کر رہی ہے اور معیشت کی بحالی کے لئے جامع حکمت عملی پر عمل جاری ہے۔ انہوں نے کہا کہ ملک کو درپیش مسائل کے حل کے لئے تمام سیاسی جماعتوں کو مل بیٹھنا ہوگا اور قومی مفاد کو ترجیح دینا ہوگی۔ حکومت عوام کو ریلیف فراہم کرنے کے لئے ہر ممکن اقدامات کر رہی ہے اور معیشت کی بحالی کے لئے جامع حکمت عملی پر عمل جاری ہے۔ انہوں نے کہا کہ ملک کو درپیش مسائل کے حل کے لئے تمام سیاسی جماعتوں کو مل بیٹھنا ہوگا اور قومی مفاد کو ترجیح دینا ہوگی۔ حکومت عوام کو ریلیف فراہم کرنے کے لئے ہر ممکن اقدامات کر رہی ہے اور معیشت کی بحالی کے لئے جامع حکمت عملی پر عمل جاری ہے۔ انہوں نے کہا کہ ملک کو درپیش مسائل کے حل کے لئے تمام سیاسی جماعتوں کو مل بیٹھنا ہوگا اور قومی مفاد کو ترجیح دینا ہوگی۔ حکومت عوام کو ریلیف فراہم کرنے کے لئے ہر ممکن اقدامات کر رہی ہے اور معیشت کی بحالی کے لئے جامع حکمت عملی پر عمل جاری ہے۔ انہوں نے کہا کہ ملک کو درپیش مسائل کے حل کے لئے تمام سیاسی جماعتوں کو مل بیٹھنا ہوگا اور قومی مفاد کو ترجیح دینا ہوگی۔ حکومت عوام کو ریلیف فراہم کرنے کے لئے ہر ممکن اقدامات کر رہی ہے اور معیشت کی بحالی کے لئے جامع حکمت عملی پر عمل جاری ہے۔ انہوں نے کہا کہ ملک کو درپیش مسائل کے حل کے لئے تمام سیاسی جماعتوں کو مل بیٹھنا ہوگا اور قومی مفاد کو ترجیح دینا ہوگی۔ حکومت عوام کو ریلیف فراہم کرنے کے لئے ہر ممکن اقدامات کر رہی ہے اور معیشت کی بحالی کے لئے جامع حکمت عملی پر عمل جاری ہے۔ انہوں نے کہا کہ ملک کو درپیش مسائل کے حل کے لئے تمام سیاسی جماعتوں کو مل بیٹھنا ہوگا اور قومی مفاد کو ترجیح دینا ہوگی۔ حکومت عوام کو ریلیف فراہم کرنے کے لئے ہر ممکن اقدامات کر رہی ہے اور معیشت کی بحالی کے لئے جامع حکمت عملی پر عمل جاری ہے۔ انہوں نے کہا کہ ملک کو درپیش مسائل کے حل کے لئے تمام سیاسی جماعتوں کو مل بیٹھنا ہوگا اور قومی مفاد کو ترجیح دینا ہوگی۔ حکومت عوام کو ریلیف فراہم کرنے کے لئے ہر ممکن اقدامات کر رہی ہے اور معیشت کی بحالی کے لئے جامع حکمت عملی پر عمل جاری ہے۔ انہوں نے کہا کہ ملک کو: [4, 376, 90, 2575]
continuation-number: 56: [21, 205, 34, 216]
continuation-badge: [365, 246, 451, 262]
continuation-badge: [546, 419, 632, 435]
continuation-label: بقیہ: [230, 110, 269, 124]
continuation-block: [546, 297, 632, 358]
continuation-text: کیا گیا۔ اجلاس میں مختلف تجاویز پر غور ہوا۔: [4, 184, 90, 198]
continuation-block: [94, 95, 180, 127]
continuation-number: 43: [111, 61, 124, 72]
continuation-badge: [94, 95, 180, 110]
continuation-block: [275, 15, 361, 55]
continuation-badge: [4, 15, 90, 31]
continuation-text: کے دوران پولیس نے کارروائی کرتے ہوئے متعدد ملزمان کو گرفتار کر لیا۔: [94, 33, 180, 54]
continuation-label: بقیہ: [140, 132, 179, 145]
continuation-block: [275, 59, 361, 98]
continuation-badge: [365, 152, 451, 168]
continuation-label: بقیہ: [682, 190, 721, 203]
continuation-block: [455, 15, 541, 69]
continuation-number: 40: [201, 147, 215, 159]
continuation-block: [455, 376, 541, 408]
continuation-number: 04: [653, 270, 666, 281]
continuation-block: [275, 138, 361, 177]
continuation-block: [455, 160, 541, 213]
continuation-number: 19: [472, 306, 485, 317]
continuation-text: بھی جاری رہے گی۔ انہوں نے کہا کہ پارٹی کارکنان انتخابی مہم میں بھرپور حصہ لیں گے اور عوام کے پاس جائیں گے۔: [365, 33, 451, 61]
continuation-label: بقیہ: [411, 154, 450, 167]
column-1: [634, 13, 724, 2575]
continuation-text: کی جائے گی۔ انہوں نے کہا کہ عوام کو ریلیف فراہم کرنا حکومت کی اولین ترجیح ہے۔ مہنگائی پر قابو پانے کے لئے اقدامات کیے جا رہے ہیں۔: [365, 300, 451, 335]
continuation-number: 42: [111, 18, 124, 29]
continuation-label: بقیہ: [592, 16, 631, 30]
continuation-badge: [455, 261, 541, 276]
continuation-block: [4, 340, 90, 372]
continuation-badge: [365, 203, 451, 218]
continuation-badge: [94, 59, 180, 74]
continuation-badge: [546, 152, 632, 168]
continuation-badge: [546, 15, 632, 31]
continuation-text: بیان میں کہا گیا کہ ادارہ اپنی آئینی ذمہ داریاں پوری کرے گا اور شفاف انتخابات کو یقینی بنایا جائے گا۔: [275, 76, 361, 97]
continuation-label: بقیہ: [49, 204, 89, 217]
column-2: [544, 13, 634, 2575]
continuation-badge: [546, 261, 632, 276]
continuation-label: بقیہ: [592, 211, 631, 225]
continuation-label: بقیہ: [592, 420, 631, 434]
continuation-label: بقیہ: [49, 16, 89, 30]
continuation-block: [94, 311, 180, 336]
continuation-label: بقیہ: [501, 305, 541, 318]
column-body-text: انہوں نے کہا کہ ملک کو درپیش مسائل کے حل کے لئے تمام سیاسی جماعتوں کو مل بیٹھنا ہوگا اور قومی مفاد کو ترجیح دینا ہوگی۔ حکومت عوام کو ریلیف فراہم کرنے کے لئے ہر ممکن اقدامات کر رہی ہے اور معیشت کی بحالی کے لئے جامع حکمت عملی پر عمل جاری ہے۔ انہوں نے کہا کہ ملک کو درپیش مسائل کے حل کے لئے تمام سیاسی جماعتوں کو مل بیٹھنا ہوگا اور قومی مفاد کو ترجیح دینا ہوگی۔ حکومت عوام کو ریلیف فراہم کرنے کے لئے ہر ممکن اقدامات کر رہی ہے اور معیشت کی بحالی کے لئے جامع حکمت عملی پر عمل جاری ہے۔ انہوں نے کہا کہ ملک کو درپیش مسائل کے حل کے لئے تمام سیاسی جماعتوں کو مل بیٹھنا ہوگا اور قومی مفاد کو ترجیح دینا ہوگی۔ حکومت عوام کو ریلیف فراہم کرنے کے لئے ہر ممکن اقدامات کر رہی ہے اور معیشت کی بحالی کے لئے جامع حکمت عملی پر عمل جاری ہے۔ انہوں نے کہا کہ ملک کو درپیش مسائل کے حل کے لئے تمام سیاسی جماعتوں کو مل بیٹھنا ہوگا اور قومی مفاد کو ترجیح دینا ہوگی۔ حکومت عوام کو ریلیف فراہم کرنے کے لئے ہر ممکن اقدامات کر رہی ہے اور معیشت کی بحالی کے لئے جامع حکمت عملی پر عمل جاری ہے۔ انہوں نے کہا کہ ملک کو درپیش مسائل کے حل کے لئے تمام سیاسی جماعتوں کو مل بیٹھنا ہوگا اور قومی مفاد کو ترجیح دینا ہوگی۔ حکومت عوام کو ریلیف فراہم کرنے کے لئے ہر ممکن اقدامات کر رہی ہے اور معیشت کی بحالی کے لئے جامع حکمت عملی پر عمل جاری ہے۔ انہوں نے کہا کہ ملک کو درپیش مسائل کے حل کے لئے تمام سیاسی جماعتوں کو مل بیٹھنا ہوگا اور قومی مفاد کو ترجیح دینا ہوگی۔ حکومت عوام کو ریلیف فراہم کرنے کے لئے ہر ممکن اقدامات کر رہی ہے اور معیشت کی بحالی کے لئے جامع حکمت عملی پر عمل جاری ہے۔ انہوں نے کہا کہ ملک کو درپیش مسائل کے حل کے لئے تمام سیاسی جماعتوں کو مل بیٹھنا ہوگا اور قومی مفاد کو ترجیح دینا ہوگی۔ حکومت عوام کو ریلیف فراہم کرنے کے لئے ہر ممکن اقدامات کر رہی ہے اور معیشت کی بحالی کے لئے جامع حکمت عملی پر عمل جاری ہے۔ انہوں نے کہا کہ ملک کو درپیش مسائل کے حل کے لئے تمام سیاسی جماعتوں کو مل بیٹھنا ہوگا اور قومی مفاد کو ترجیح دینا ہوگی۔ حکومت عوام کو ریلیف فراہم کرنے کے لئے ہر ممکن اقدامات کر رہی ہے اور معیشت کی بحالی کے لئے جامع حکمت عملی پر عمل جاری ہے۔ انہوں نے کہا کہ ملک کو درپیش مسائل کے حل کے لئے تمام سیاسی جماعتوں کو مل بیٹھنا ہوگا اور قومی مفاد کو ترجیح دینا ہوگی۔ حکومت عوام کو ریلیف فراہم کرنے کے لئے ہر ممکن اقدامات کر رہی ہے اور معیشت کی بحالی کے لئے جامع حکمت عملی پر عمل جاری ہے۔ انہوں نے کہا کہ ملک کو درپیش مسائل کے حل کے لئے تمام سیاسی جماعتوں کو مل بیٹھنا ہوگا اور قومی مفاد کو ترجیح دینا ہوگی۔ حکومت عوام کو ریلیف فراہم کرنے کے لئے ہر ممکن اقدامات کر رہی ہے اور معیشت کی بحالی کے لئے جامع حکمت عملی پر عمل جاری ہے۔ انہوں نے کہا کہ ملک کو درپیش مسائل کے حل کے لئے تمام سیاسی جماعتوں کو مل بیٹھنا ہوگا اور قومی مفاد کو ترجیح دینا ہوگی۔ حکومت عوام کو ریلیف فراہم کرنے کے لئے ہر ممکن اقدامات کر رہی ہے اور معیشت کی بحالی کے لئے جامع حکمت عملی پر عمل جاری ہے۔ انہوں نے کہا کہ ملک کو درپیش مسائل کے حل کے لئے تمام سیاسی جماعتوں کو مل بیٹھنا ہوگا اور قومی مفاد کو ترجیح دینا ہوگی۔ حکومت عوام کو ریلیف فراہم کرنے کے لئے ہر ممکن اقدامات کر رہی ہے اور معیشت کی بحالی کے لئے جامع حکمت عملی پر عمل جاری ہے۔ انہوں نے کہا کہ ملک کو درپیش مسائل کے حل کے لئے تمام سیاسی جماعتوں کو مل بیٹھنا ہوگا اور قومی مفاد کو ترجیح دینا ہوگی۔ حکومت عوام کو ریلیف فراہم کرنے کے لئے ہر ممکن اقدامات کر رہی ہے اور معیشت کی بحالی کے لئے جامع حکمت عملی پر عمل جاری ہے۔ انہوں نے کہا کہ ملک کو درپیش مسائل کے حل کے لئے تمام سیاسی جماعتوں کو مل بیٹھنا ہوگا اور قومی مفاد کو ترجیح دینا ہوگی۔ حکومت عوام کو ریلیف فراہم کرنے کے لئے ہر ممکن اقدامات کر رہی ہے اور معیشت کی بحالی کے لئے جامع حکمت عملی پر عمل جاری ہے۔ انہوں نے کہا کہ ملک کو درپیش مسائل کے حل کے لئے تمام سیاسی جماعتوں کو مل بیٹھنا ہوگا اور قومی مفاد کو ترجیح دینا ہوگی۔ حکومت عوام کو ریلیف فراہم کرنے کے لئے ہر ممکن اقدامات کر رہی ہے اور معیشت کی بحالی کے لئے جامع حکمت عملی پر عمل جاری ہے۔ انہوں نے کہا کہ ملک کو درپیش مسائل کے حل کے لئے تمام سیاسی جماعتوں کو مل بیٹھنا ہوگا اور قومی مفاد کو ترجیح دینا ہوگی۔ حکومت عوام کو ریلیف فراہم کرنے کے لئے ہر ممکن اقدامات کر رہی ہے اور معیشت کی بحالی کے لئے جامع حکمت عملی پر عمل جاری ہے۔ انہوں نے کہا کہ ملک کو درپیش مسائل کے حل کے لئے تمام سیاسی جماعتوں کو مل بیٹھنا ہوگا اور قومی مفاد کو ترجیح دینا ہوگی۔ حکومت عوام کو ریلیف فراہم کرنے کے لئے ہر ممکن اقدامات کر رہی ہے اور معیشت کی بحالی کے لئے جامع حکمت عملی پر عمل جاری ہے۔ انہوں نے کہا کہ ملک کو درپیش مسائل کے حل کے لئے تمام سیاسی جماعتوں کو مل بیٹھنا ہوگا اور قومی مفاد کو ترجیح دینا ہوگی۔ حکومت عوام کو ریلیف فراہم کرنے کے لئے ہر ممکن اقدامات کر رہی ہے اور معیشت کی بحالی کے لئے جامع حکمت عملی پر عمل جاری ہے۔ انہوں نے کہا کہ ملک کو درپیش مسائل کے حل کے لئے تمام سیاسی جماعتوں کو مل بیٹھنا ہوگا اور قومی مفاد کو ترجیح دینا ہوگی۔ حکومت عوام کو ریلیف فراہم کرنے کے لئے ہر ممکن اقدامات کر رہی ہے اور معیشت کی بحالی کے لئے جامع حکمت عملی پر عمل جاری ہے۔ انہوں نے کہا کہ ملک کو درپیش مسائل کے حل کے لئے تمام سیاسی جماعتوں کو مل بیٹھنا ہوگا اور قومی مفاد کو ترجیح دینا ہوگی۔ حکومت عوام کو ریلیف فراہم کرنے کے لئے ہر ممکن اقدامات کر رہی ہے اور معیشت کی بحالی کے لئے جامع حکمت عملی پر عمل جاری ہے۔ انہوں نے کہا کہ ملک کو درپیش مسائل کے حل کے لئے تمام سیاسی جماعتوں کو مل بیٹھنا ہوگا اور قومی مفاد کو ترجیح دینا ہوگی۔ حکومت عوام کو ریلیف فراہم کرنے کے لئے ہر ممکن اقدامات کر رہی ہے اور معیشت کی بحالی کے لئے جامع حکمت عملی پر عمل جاری ہے۔ انہوں نے کہا کہ ملک کو درپیش مسائل کے حل کے لئے تمام سیاسی جماعتوں کو مل بیٹھنا ہوگا اور قومی مفاد کو ترجیح دینا ہوگی۔ حکومت عوام کو ریلیف فراہم کرنے کے لئے ہر ممکن اقدامات کر رہی ہے اور معیشت کی بحالی کے لئے جامع حکمت عملی پر عمل جاری ہے۔ انہوں نے کہا کہ ملک کو درپیش مسائل کے حل کے لئے تمام سیاسی جماعتوں کو مل بیٹھنا ہوگا اور قومی مفاد کو ترجیح دینا ہوگی۔ حکومت عوام کو ریلیف فراہم کرنے کے لئے ہر ممکن اقدامات کر رہی ہے اور معیشت کی بحالی کے لئے جامع حکمت عملی پر عمل جاری ہے۔ انہوں نے کہا کہ ملک کو درپیش مسائل کے حل کے لئے تمام سیاسی جماعتوں کو مل بیٹھنا ہوگا اور قومی مفاد کو ترجیح دینا ہوگی۔ حکومت عوام کو ریلیف فراہم کرنے کے لئے ہر ممکن اقدامات کر رہی ہے اور معیشت کی بحالی کے لئے جامع حکمت عملی پر عمل جاری ہے۔ انہوں نے کہا کہ ملک کو درپیش مسائل کے حل کے لئے تمام سیاسی جماعتوں کو مل بیٹھنا ہوگا اور قومی مفاد کو ترجیح دینا ہوگی۔ حکومت عوام کو ریلیف فراہم کرنے کے لئے ہر ممکن اقدامات کر رہی ہے اور معیشت کی بحالی کے لئے جامع حکمت عملی پر عمل جاری ہے۔ انہوں نے کہا کہ ملک کو درپیش مسائل کے حل کے لئے تمام سیاسی جماعتوں کو مل بیٹھنا ہوگا اور قومی مفاد کو ترجیح دینا ہوگی۔ حکومت عوام کو ریلیف فراہم کرنے کے لئے ہر ممکن اقدامات کر رہی ہے اور معیشت کی بحالی کے لئے جامع حکمت عملی پر عمل جاری ہے۔ انہوں نے کہا کہ ملک کو درپیش مسائل کے حل کے لئے تمام سیاسی جماعتوں کو مل بیٹھنا ہوگا اور قومی مفاد کو ترجیح دینا ہوگی۔ حکومت عوام کو ریلیف فراہم کرنے کے لئے ہر ممکن اقدامات کر رہی ہے اور معیشت کی بحالی کے لئے جامع حکمت عملی پر عمل جاری ہے۔ انہوں نے کہا کہ ملک کو درپیش مسائل کے حل کے لئے تمام سیاسی جماعتوں کو مل بیٹھنا ہوگا اور قومی مفاد کو ترجیح دینا ہوگی۔ حکومت عوام کو ریلیف فراہم کرنے کے لئے ہر ممکن اقدامات کر رہی ہے اور معیشت کی بحالی کے لئے جامع حکمت عملی پر عمل جاری ہے۔ انہوں نے کہا کہ ملک کو درپیش مسائل کے حل کے لئے تمام سیاسی جماعتوں کو مل بیٹھنا ہوگا اور قومی مفاد کو ترجیح دینا ہوگی۔ حکومت عوام کو ریلیف فراہم کرنے کے لئے ہر ممکن اقدامات کر رہی ہے اور معیشت کی بحالی کے لئے جامع حکمت عملی پر عمل جاری ہے۔ انہوں نے کہا کہ ملک کو درپیش مسائل کے حل کے لئے تمام سیاسی جماعتوں کو مل بیٹھنا ہوگا اور قومی مفاد کو ترجیح دینا ہوگی۔ حکومت عوام کو ریلیف فراہم کرنے کے لئے ہر ممکن اقدامات کر رہی ہے اور معیشت کی بحالی کے لئے جامع حکمت عملی پر عمل جاری ہے۔ انہوں نے کہا کہ ملک کو درپیش مسائل کے حل کے لئے تمام سیاسی جماعتوں کو مل بیٹھنا ہوگا اور قومی مفاد کو ترجیح دینا ہوگی۔ حکومت عوام کو ریلیف فراہم کرنے کے لئے ہر ممکن اقدامات کر رہی ہے اور معیشت کی بحالی کے لئے جامع حکمت عملی پر عمل جاری ہے۔ انہوں نے کہا کہ ملک کو درپیش مسائل کے حل کے لئے تمام سیاسی جماعتوں کو مل بیٹھنا ہوگا اور قومی مفاد کو ترجیح دینا ہوگی۔ حکومت عوام کو ریلیف فراہم کرنے کے لئے ہر ممکن اقدامات کر رہی ہے اور معیشت کی بحالی کے لئے جامع حکمت عملی پر عمل جاری ہے۔ انہوں نے کہا کہ ملک کو درپیش مسائل کے حل کے لئے تمام سیاسی جماعتوں کو مل بیٹھنا ہوگا اور قومی مفاد کو ترجیح دینا ہوگی۔ حکومت عوام کو ریلیف فراہم کرنے کے لئے ہر ممکن اقدامات کر رہی ہے اور معیشت کی بحالی کے لئے جامع حکمت عملی پر عمل جاری ہے۔ انہوں نے کہا کہ ملک کو درپیش مسائل کے حل کے لئے تمام سیاسی جماعتوں کو مل بیٹھنا ہوگا اور قومی مفاد کو ترجیح دینا ہوگی۔ حکومت عوام کو ریلیف فراہم کرنے کے لئے ہر ممکن اقدامات کر رہی ہے اور معیشت کی بحالی کے لئے جامع حکمت عملی پر عمل جاری ہے۔ انہوں نے کہا کہ ملک کو درپیش مسائل کے حل کے لئے تمام سیاسی جماعتوں کو مل بیٹھنا ہوگا اور قومی مفاد کو ترجیح دینا ہوگی۔ حکومت عوام کو ریلیف فراہم کرنے کے لئے ہر ممکن اقدامات کر رہی ہے اور معیشت کی بحالی کے لئے جامع حکمت عملی پر عمل جاری ہے۔ انہوں نے کہا کہ ملک کو درپیش مسائل کے حل کے لئے تمام سیاسی جماعتوں کو مل بیٹھنا ہوگا اور قومی مفاد کو ترجیح دینا ہوگی۔ حکومت عوام کو ریلیف فراہم کرنے کے لئے ہر ممکن اقدامات کر رہی ہے اور معیشت کی بحالی کے لئے جامع حکمت عملی پر عمل جاری ہے۔ انہوں نے کہا کہ ملک کو درپیش مسائل کے حل کے لئے تمام سیاسی جماعتوں کو مل بیٹھنا ہوگا اور قومی مفاد کو ترجیح دینا ہوگی۔ حکومت عوام کو ریلیف فراہم کرنے کے لئے ہر ممکن اقدامات کر رہی ہے اور معیشت کی بحالی کے لئے جامع حکمت عملی پر عمل جاری ہے۔ انہوں نے کہا کہ ملک کو درپیش مسائل کے حل کے لئے تمام سیاسی جماعتوں کو مل بیٹھنا ہوگا اور قومی مفاد کو ترجیح دینا ہوگی۔ حکومت عوام کو ریلیف فراہم کرنے کے لئے ہر ممکن اقدامات کر رہی ہے اور معیشت کی بحالی کے لئے جامع حکمت عملی پر عمل جاری ہے۔ انہوں نے کہا کہ ملک کو درپیش مسائل کے حل کے لئے تمام سیاسی جماعتوں کو مل بیٹھنا ہوگا اور قومی مفاد کو ترجیح دینا ہوگی۔ حکومت عوام کو ریلیف فراہم کرنے کے لئے ہر ممکن اقدامات کر رہی: [365, 340, 451, 2575]
continuation-text: کی درخواست پر سماعت ہوئی۔ عدالت نے متعلقہ حکام سے جواب طلب کر لیا۔ سماعت آئندہ ہفتے تک ملتوی کر دی گئی۔: [365, 83, 451, 112]
continuation-number: 21: [472, 378, 485, 389]
masthead-title: روزنامہ سب نیوز (2) 3 فروری 2024: [282, 1, 444, 11]
continuation-number: 45: [111, 133, 124, 144]
continuation-block: [455, 333, 541, 372]
continuation-badge: [455, 376, 541, 392]
continuation-block: [4, 167, 90, 199]
continuation-number: 31: [292, 104, 305, 115]
continuation-label: بقیہ: [592, 298, 631, 311]
continuation-label: بقیہ: [501, 218, 541, 232]
continuation-label: بقیہ: [140, 276, 179, 290]
continuation-block: [455, 109, 541, 156]
continuation-block: [365, 15, 451, 62]
continuation-number: 29: [292, 18, 305, 29]
continuation-text: کو یقینی بنایا جائے گا۔ حکام نے بتایا کہ انتظامات مکمل ہیں۔: [455, 394, 542, 408]
continuation-number: 14: [472, 75, 485, 87]
continuation-number: 48: [111, 241, 124, 252]
continuation-number: 03: [653, 191, 666, 202]
continuation-text: کیا جائے گا۔ انہوں نے کہا کہ انتخابات کے انعقاد کے لئے تمام انتظامات مکمل کر لئے گئے ہیں اور پولنگ اسٹیشنز پر سکیورٹی کے سخت انتظامات ہوں گے۔: [636, 285, 722, 321]
continuation-badge: [455, 217, 541, 233]
continuation-label: بقیہ: [230, 16, 269, 30]
continuation-number: 16: [472, 162, 485, 173]
continuation-block: [275, 297, 361, 329]
continuation-number: 28: [382, 284, 395, 296]
continuation-text: میں شرکت کی۔ انہوں نے کہا کہ پاکستان ترقی کی راہ پر گامزن ہے۔: [4, 33, 90, 54]
continuation-number: 47: [111, 205, 124, 216]
continuation-label: بقیہ: [320, 298, 360, 311]
continuation-block: [455, 304, 541, 329]
continuation-text: کو انتخابات کے حوالے سے بریفنگ دی گئی۔ بتایا گیا کہ ملک بھر میں پولنگ اسٹیشنز قائم کر دیئے گئے ہیں۔: [275, 33, 361, 54]
continuation-text: گیا۔ انہوں نے کہا کہ جمہوری عمل کا تسلسل ملک کے لئے ضروری ہے۔: [275, 120, 361, 133]
continuation-text: کیا جائے گا۔ انہوں نے کہا کہ عوامی خدمت ہماری پہچان ہے۔: [184, 163, 271, 177]
column-4: [363, 13, 453, 2575]
continuation-badge: [185, 145, 271, 161]
continuation-badge: [94, 15, 180, 31]
continuation-number: 27: [382, 248, 395, 260]
continuation-block: [4, 131, 90, 163]
continuation-badge: [275, 59, 361, 74]
continuation-block: [365, 152, 451, 199]
continuation-text: ہو گئی۔ ذرائع کے مطابق معاملے کی تحقیقات کی جا رہی ہیں۔: [94, 76, 180, 90]
continuation-number: 23: [382, 68, 395, 79]
continuation-label: بقیہ: [501, 377, 541, 391]
continuation-badge: [94, 275, 180, 291]
continuation-badge: [455, 15, 541, 31]
continuation-badge: [94, 203, 180, 218]
continuation-text: کے لئے اقدامات کیے جا رہے ہیں۔: [103, 329, 180, 335]
continuation-text: کی جانب سے بیان جاری کیا گیا۔: [14, 329, 90, 335]
continuation-badge: [4, 275, 90, 291]
continuation-block: [185, 66, 271, 105]
continuation-number: 12: [563, 421, 576, 433]
continuation-number: 55: [21, 169, 34, 180]
continuation-number: 11: [563, 364, 576, 375]
continuation-number: 50: [111, 313, 124, 325]
continuation-block: [185, 15, 271, 62]
continuation-number: 36: [292, 299, 305, 310]
continuation-number: 59: [21, 313, 34, 325]
continuation-block: [275, 181, 361, 213]
continuation-text: کے زیر اہتمام تقریب میں مختلف شعبوں سے تعلق رکھنے والی شخصیات نے شرکت کی۔ مقررین نے کہا کہ ملک کی ترقی کے لئے اتحاد اور یکجہتی ضروری ہے۔ انہوں نے کہا کہ عوام کے مسائل کے حل کے لئے حکومت اقدامات کر رہی ہے اور آئندہ بھی کرتی رہے گی۔: [636, 206, 722, 263]
continuation-text: کی جانب سے وضاحت جاری کی گئی۔: [94, 221, 180, 234]
continuation-label: بقیہ: [501, 16, 541, 30]
continuation-text: کی ہدایت کی گئی۔ حکام کو فوری اقدامات کرنے کا کہا گیا۔: [4, 221, 90, 234]
continuation-text: کی گئی۔ ترجمان نے کہا کہ تمام معاملات قانون کے مطابق طے کیے جائیں گے۔: [455, 278, 542, 299]
continuation-block: [4, 59, 90, 91]
continuation-number: 13: [472, 18, 485, 29]
column-6: [182, 13, 273, 2539]
continuation-badge: [546, 210, 632, 226]
continuation-badge: [546, 297, 632, 312]
continuation-number: 34: [292, 219, 305, 231]
continuation-block: [365, 66, 451, 112]
column-body-text: انہوں نے کہا کہ ملک کو درپیش مسائل کے حل کے لئے تمام سیاسی جماعتوں کو مل بیٹھنا ہوگا اور قومی مفاد کو ترجیح دینا ہوگی۔ حکومت عوام کو ریلیف فراہم کرنے کے لئے ہر ممکن اقدامات کر رہی ہے اور معیشت کی بحالی کے لئے جامع حکمت عملی پر عمل جاری ہے۔ انہوں نے کہا کہ ملک کو درپیش مسائل کے حل کے لئے تمام سیاسی جماعتوں کو مل بیٹھنا ہوگا اور قومی مفاد کو ترجیح دینا ہوگی۔ حکومت عوام کو ریلیف فراہم کرنے کے لئے ہر ممکن اقدامات کر رہی ہے اور معیشت کی بحالی کے لئے جامع حکمت عملی پر عمل جاری ہے۔ انہوں نے کہا کہ ملک کو درپیش مسائل کے حل کے لئے تمام سیاسی جماعتوں کو مل بیٹھنا ہوگا اور قومی مفاد کو ترجیح دینا ہوگی۔ حکومت عوام کو ریلیف فراہم کرنے کے لئے ہر ممکن اقدامات کر رہی ہے اور معیشت کی بحالی کے لئے جامع حکمت عملی پر عمل جاری ہے۔ انہوں نے کہا کہ ملک کو درپیش مسائل کے حل کے لئے تمام سیاسی جماعتوں کو مل بیٹھنا ہوگا اور قومی مفاد کو ترجیح دینا ہوگی۔ حکومت عوام کو ریلیف فراہم کرنے کے لئے ہر ممکن اقدامات کر رہی ہے اور معیشت کی بحالی کے لئے جامع حکمت عملی پر عمل جاری ہے۔ انہوں نے کہا کہ ملک کو درپیش مسائل کے حل کے لئے تمام سیاسی جماعتوں کو مل بیٹھنا ہوگا اور قومی مفاد کو ترجیح دینا ہوگی۔ حکومت عوام کو ریلیف فراہم کرنے کے لئے ہر ممکن اقدامات کر رہی ہے اور معیشت کی بحالی کے لئے جامع حکمت عملی پر عمل جاری ہے۔ انہوں نے کہا کہ ملک کو درپیش مسائل کے حل کے لئے تمام سیاسی جماعتوں کو مل بیٹھنا ہوگا اور قومی مفاد کو ترجیح دینا ہوگی۔ حکومت عوام کو ریلیف فراہم کرنے کے لئے ہر ممکن اقدامات کر رہی ہے اور معیشت کی بحالی کے لئے جامع حکمت عملی پر عمل جاری ہے۔ انہوں نے کہا کہ ملک کو درپیش مسائل کے حل کے لئے تمام سیاسی جماعتوں کو مل بیٹھنا ہوگا اور قومی مفاد کو ترجیح دینا ہوگی۔ حکومت عوام کو ریلیف فراہم کرنے کے لئے ہر ممکن اقدامات کر رہی ہے اور معیشت کی بحالی کے لئے جامع حکمت عملی پر عمل جاری ہے۔ انہوں نے کہا کہ ملک کو درپیش مسائل کے حل کے لئے تمام سیاسی جماعتوں کو مل بیٹھنا ہوگا اور قومی مفاد کو ترجیح دینا ہوگی۔ حکومت عوام کو ریلیف فراہم کرنے کے لئے ہر ممکن اقدامات کر رہی ہے اور معیشت کی بحالی کے لئے جامع حکمت عملی پر عمل جاری ہے۔ انہوں نے کہا کہ ملک کو درپیش مسائل کے حل کے لئے تمام سیاسی جماعتوں کو مل بیٹھنا ہوگا اور قومی مفاد کو ترجیح دینا ہوگی۔ حکومت عوام کو ریلیف فراہم کرنے کے لئے ہر ممکن اقدامات کر رہی ہے اور معیشت کی بحالی کے لئے جامع حکمت عملی پر عمل جاری ہے۔ انہوں نے کہا کہ ملک کو درپیش مسائل کے حل کے لئے تمام سیاسی جماعتوں کو مل بیٹھنا ہوگا اور قومی مفاد کو ترجیح دینا ہوگی۔ حکومت عوام کو ریلیف فراہم کرنے کے لئے ہر ممکن اقدامات کر رہی ہے اور معیشت کی بحالی کے لئے جامع حکمت عملی پر عمل جاری ہے۔ انہوں نے کہا کہ ملک کو درپیش مسائل کے حل کے لئے تمام سیاسی جماعتوں کو مل بیٹھنا ہوگا اور قومی مفاد کو ترجیح دینا ہوگی۔ حکومت عوام کو ریلیف فراہم کرنے کے لئے ہر ممکن اقدامات کر رہی ہے اور معیشت کی بحالی کے لئے جامع حکمت عملی پر عمل جاری ہے۔ انہوں نے کہا کہ ملک کو درپیش مسائل کے حل کے لئے تمام سیاسی جماعتوں کو مل بیٹھنا ہوگا اور قومی مفاد کو ترجیح دینا ہوگی۔ حکومت عوام کو ریلیف فراہم کرنے کے لئے ہر ممکن اقدامات کر رہی ہے اور معیشت کی بحالی کے لئے جامع حکمت عملی پر عمل جاری ہے۔ انہوں نے کہا کہ ملک کو درپیش مسائل کے حل کے لئے تمام سیاسی جماعتوں کو مل بیٹھنا ہوگا اور قومی مفاد کو ترجیح دینا ہوگی۔ حکومت عوام کو ریلیف فراہم کرنے کے لئے ہر ممکن اقدامات کر رہی ہے اور معیشت کی بحالی کے لئے جامع حکمت عملی پر عمل جاری ہے۔ انہوں نے کہا کہ ملک کو درپیش مسائل کے حل کے لئے تمام سیاسی جماعتوں کو مل بیٹھنا ہوگا اور قومی مفاد کو ترجیح دینا ہوگی۔ حکومت عوام کو ریلیف فراہم کرنے کے لئے ہر ممکن اقدامات کر رہی ہے اور معیشت کی بحالی کے لئے جامع حکمت عملی پر عمل جاری ہے۔ انہوں نے کہا کہ ملک کو درپیش مسائل کے حل کے لئے تمام سیاسی جماعتوں کو مل بیٹھنا ہوگا اور قومی مفاد کو ترجیح دینا ہوگی۔ حکومت عوام کو ریلیف فراہم کرنے کے لئے ہر ممکن اقدامات کر رہی ہے اور معیشت کی بحالی کے لئے جامع حکمت عملی پر عمل جاری ہے۔ انہوں نے کہا کہ ملک کو درپیش مسائل کے حل کے لئے تمام سیاسی جماعتوں کو مل بیٹھنا ہوگا اور قومی مفاد کو ترجیح دینا ہوگی۔ حکومت عوام کو ریلیف فراہم کرنے کے لئے ہر ممکن اقدامات کر رہی ہے اور معیشت کی بحالی کے لئے جامع حکمت عملی پر عمل جاری ہے۔ انہوں نے کہا کہ ملک کو درپیش مسائل کے حل کے لئے تمام سیاسی جماعتوں کو مل بیٹھنا ہوگا اور قومی مفاد کو ترجیح دینا ہوگی۔ حکومت عوام کو ریلیف فراہم کرنے کے لئے ہر ممکن اقدامات کر رہی ہے اور معیشت کی بحالی کے لئے جامع حکمت عملی پر عمل جاری ہے۔ انہوں نے کہا کہ ملک کو درپیش مسائل کے حل کے لئے تمام سیاسی جماعتوں کو مل بیٹھنا ہوگا اور قومی مفاد کو ترجیح دینا ہوگی۔ حکومت عوام کو ریلیف فراہم کرنے کے لئے ہر ممکن اقدامات کر رہی ہے اور معیشت کی بحالی کے لئے جامع حکمت عملی پر عمل جاری ہے۔ انہوں نے کہا کہ ملک کو درپیش مسائل کے حل کے لئے تمام سیاسی جماعتوں کو مل بیٹھنا ہوگا اور قومی مفاد کو ترجیح دینا ہوگی۔ حکومت عوام کو ریلیف فراہم کرنے کے لئے ہر ممکن اقدامات کر رہی ہے اور معیشت کی بحالی کے لئے جامع حکمت عملی پر عمل جاری ہے۔ انہوں نے کہا کہ ملک کو درپیش مسائل کے حل کے لئے تمام سیاسی جماعتوں کو مل بیٹھنا ہوگا اور قومی مفاد کو ترجیح دینا ہوگی۔ حکومت عوام کو ریلیف فراہم کرنے کے لئے ہر ممکن اقدامات کر رہی ہے اور معیشت کی بحالی کے لئے جامع حکمت عملی پر عمل جاری ہے۔ انہوں نے کہا کہ ملک کو درپیش مسائل کے حل کے لئے تمام سیاسی جماعتوں کو مل بیٹھنا ہوگا اور قومی مفاد کو ترجیح دینا ہوگی۔ حکومت عوام کو ریلیف فراہم کرنے کے لئے ہر ممکن اقدامات کر رہی ہے اور معیشت کی بحالی کے لئے جامع حکمت عملی پر عمل جاری ہے۔ انہوں نے کہا کہ ملک کو درپیش مسائل کے حل کے لئے تمام سیاسی جماعتوں کو مل بیٹھنا ہوگا اور قومی مفاد کو ترجیح دینا ہوگی۔ حکومت عوام کو ریلیف فراہم کرنے کے لئے ہر ممکن اقدامات کر رہی ہے اور معیشت کی بحالی کے لئے جامع حکمت عملی پر عمل جاری ہے۔ انہوں نے کہا کہ ملک کو درپیش مسائل کے حل کے لئے تمام سیاسی جماعتوں کو مل بیٹھنا ہوگا اور قومی مفاد کو ترجیح دینا ہوگی۔ حکومت عوام کو ریلیف فراہم کرنے کے لئے ہر ممکن اقدامات کر رہی ہے اور معیشت کی بحالی کے لئے جامع حکمت عملی پر عمل جاری ہے۔ انہوں نے کہا کہ ملک کو درپیش مسائل کے حل کے لئے تمام سیاسی جماعتوں کو مل بیٹھنا ہوگا اور قومی مفاد کو ترجیح دینا ہوگی۔ حکومت عوام کو ریلیف فراہم کرنے کے لئے ہر ممکن اقدامات کر رہی ہے اور معیشت کی بحالی کے لئے جامع حکمت عملی پر عمل جاری ہے۔ انہوں نے کہا کہ ملک کو درپیش مسائل کے حل کے لئے تمام سیاسی جماعتوں کو مل بیٹھنا ہوگا اور قومی مفاد کو ترجیح دینا ہوگی۔ حکومت عوام کو ریلیف فراہم کرنے کے لئے ہر ممکن اقدامات کر رہی ہے اور معیشت کی بحالی کے لئے جامع حکمت عملی پر عمل جاری ہے۔ انہوں نے کہا کہ ملک کو درپیش مسائل کے حل کے لئے تمام سیاسی جماعتوں کو مل بیٹھنا ہوگا اور قومی مفاد کو ترجیح دینا ہوگی۔ حکومت عوام کو ریلیف فراہم کرنے کے لئے ہر ممکن اقدامات کر رہی ہے اور معیشت کی بحالی کے لئے جامع حکمت عملی پر عمل جاری ہے۔ انہوں نے کہا کہ ملک کو درپیش مسائل کے حل کے لئے تمام سیاسی جماعتوں کو مل بیٹھنا ہوگا اور قومی مفاد کو ترجیح دینا ہوگی۔ حکومت عوام کو ریلیف فراہم کرنے کے لئے ہر ممکن اقدامات کر رہی ہے اور معیشت کی بحالی کے لئے جامع حکمت عملی پر عمل جاری ہے۔ انہوں نے کہا کہ ملک کو درپیش مسائل کے حل کے لئے تمام سیاسی جماعتوں کو مل بیٹھنا ہوگا اور قومی مفاد کو ترجیح دینا ہوگی۔ حکومت عوام کو ریلیف فراہم کرنے کے لئے ہر ممکن اقدامات کر رہی ہے اور معیشت کی بحالی کے لئے جامع حکمت عملی پر عمل جاری ہے۔ انہوں نے کہا کہ ملک کو درپیش مسائل کے حل کے لئے تمام سیاسی جماعتوں کو مل بیٹھنا ہوگا اور قومی مفاد کو ترجیح دینا ہوگی۔ حکومت عوام کو ریلیف فراہم کرنے کے لئے ہر ممکن اقدامات کر رہی ہے اور معیشت کی بحالی کے لئے جامع حکمت عملی پر عمل جاری ہے۔ انہوں نے کہا کہ ملک کو درپیش مسائل کے حل کے لئے تمام سیاسی جماعتوں کو مل بیٹھنا ہوگا اور قومی مفاد کو ترجیح دینا ہوگی۔ حکومت عوام کو ریلیف فراہم کرنے کے لئے ہر ممکن اقدامات کر رہی ہے اور معیشت کی بحالی کے لئے جامع حکمت عملی پر عمل جاری ہے۔ انہوں نے کہا کہ ملک کو درپیش مسائل کے حل کے لئے تمام سیاسی جماعتوں کو مل بیٹھنا ہوگا اور قومی مفاد کو ترجیح دینا ہوگی۔ حکومت عوام کو ریلیف فراہم کرنے کے لئے ہر ممکن اقدامات کر رہی ہے اور معیشت کی بحالی کے لئے جامع حکمت عملی پر عمل جاری ہے۔ انہوں نے کہا کہ ملک کو درپیش مسائل کے حل کے لئے تمام سیاسی جماعتوں کو مل بیٹھنا ہوگا اور قومی مفاد کو ترجیح دینا ہوگی۔ حکومت عوام کو ریلیف فراہم کرنے کے لئے ہر ممکن اقدامات کر رہی ہے اور معیشت کی بحالی کے لئے جامع حکمت عملی پر عمل جاری ہے۔ انہوں نے کہا کہ ملک کو درپیش مسائل کے حل کے لئے تمام سیاسی جماعتوں کو مل بیٹھنا ہوگا اور قومی مفاد کو ترجیح دینا ہوگی۔ حکومت عوام کو ریلیف فراہم کرنے کے لئے ہر ممکن اقدامات کر رہی ہے اور معیشت کی بحالی کے لئے جامع حکمت عملی پر عمل جاری ہے۔ انہوں نے کہا کہ ملک کو درپیش مسائل کے حل کے لئے تمام سیاسی جماعتوں کو مل بیٹھنا ہوگا اور قومی مفاد کو ترجیح دینا ہوگی۔ حکومت عوام کو ریلیف فراہم کرنے کے لئے ہر ممکن اقدامات کر رہی ہے اور معیشت کی بحالی کے لئے جامع حکمت عملی پر عمل جاری ہے۔ انہوں نے کہا کہ ملک کو درپیش مسائل کے حل کے لئے تمام سیاسی جماعتوں کو مل بیٹھنا ہوگا اور قومی مفاد کو ترجیح دینا ہوگی۔ حکومت عوام کو ریلیف فراہم کرنے کے لئے ہر ممکن اقدامات کر رہی ہے اور معیشت کی بحالی کے لئے جامع حکمت عملی پر عمل جاری ہے۔ انہوں نے کہا کہ ملک کو درپیش مسائل کے حل کے لئے تمام سیاسی جماعتوں کو مل بیٹھنا ہوگا اور قومی مفاد کو ترجیح دینا ہوگی۔ حکومت عوام کو ریلیف فراہم کرنے کے لئے ہر ممکن اقدامات کر رہی ہے اور معیشت کی بحالی کے لئے جامع حکمت عملی پر عمل جاری ہے۔ انہوں نے کہا کہ ملک کو درپیش مسائل کے حل کے لئے تمام سیاسی جماعتوں کو مل بیٹھنا ہوگا اور قومی مفاد کو ترجیح دینا ہوگی۔ حکومت عوام کو ریلیف فراہم کرنے کے لئے ہر ممکن اقدامات کر رہی ہے اور معیشت کی بحالی کے لئے جامع حکمت عملی پر عمل جاری ہے۔ انہوں نے کہا کہ ملک کو درپیش مسائل کے حل کے لئے تمام سیاسی جماعتوں کو مل بیٹھنا ہوگا اور قومی مفاد کو ترجیح دینا ہوگی۔ حکومت عوام کو ریلیف فراہم کرنے کے لئے ہر ممکن اقدامات کر رہی ہے اور معیشت کی بحالی کے لئے جامع حکمت عملی پر عمل جاری ہے۔ انہوں نے کہا کہ ملک کو درپیش مسائل کے حل کے لئے تمام سیاسی جماعتوں کو مل بیٹھنا ہوگا اور قومی مفاد کو ترجیح دینا ہوگی۔ حکومت عوام کو ریلیف فراہم کرنے کے لئے ہر ممکن اقدامات کر رہی ہے اور معیشت کی بحالی کے لئے جامع حکمت عملی پر عمل جاری ہے۔ انہوں نے کہا کہ ملک کو درپیش مسائل کے حل کے لئے تمام سیاسی جماعتوں کو مل بیٹھنا ہوگا اور قومی مفاد کو ترجیح دینا ہوگی۔ حکومت عوام کو ریلیف فراہم کرنے کے لئے ہر ممکن اقدامات کر رہی ہے اور معیشت کی بحالی کے لئے جامع حکمت عملی پر عمل جاری ہے۔: [184, 225, 271, 2539]
continuation-block: [94, 15, 180, 55]
continuation-text: کا افتتاح کیا گیا۔ منصوبے سے علاقے کے عوام مستفید ہوں گے۔: [4, 76, 90, 90]
continuation-number: 58: [21, 277, 34, 289]
continuation-label: بقیہ: [49, 168, 89, 181]
continuation-badge: [455, 304, 541, 319]
columns-container: [2, 13, 724, 2575]
continuation-badge: [365, 116, 451, 132]
continuation-number: 06: [563, 90, 576, 101]
continuation-label: بقیہ: [320, 60, 360, 73]
continuation-badge: [275, 217, 361, 233]
continuation-label: بقیہ: [682, 269, 721, 282]
continuation-block: [546, 15, 632, 83]
continuation-badge: [185, 109, 271, 125]
continuation-badge: [185, 66, 271, 81]
column-body-text: انہوں نے کہا کہ ملک کو درپیش مسائل کے حل کے لئے تمام سیاسی جماعتوں کو مل بیٹھنا ہوگا اور قومی مفاد کو ترجیح دینا ہوگی۔ حکومت عوام کو ریلیف فراہم کرنے کے لئے ہر ممکن اقدامات کر رہی ہے اور معیشت کی بحالی کے لئے جامع حکمت عملی پر عمل جاری ہے۔ انہوں نے کہا کہ ملک کو درپیش مسائل کے حل کے لئے تمام سیاسی جماعتوں کو مل بیٹھنا ہوگا اور قومی مفاد کو ترجیح دینا ہوگی۔ حکومت عوام کو ریلیف فراہم کرنے کے لئے ہر ممکن اقدامات کر رہی ہے اور معیشت کی بحالی کے لئے جامع حکمت عملی پر عمل جاری ہے۔ انہوں نے کہا کہ ملک کو درپیش مسائل کے حل کے لئے تمام سیاسی جماعتوں کو مل بیٹھنا ہوگا اور قومی مفاد کو ترجیح دینا ہوگی۔ حکومت عوام کو ریلیف فراہم کرنے کے لئے ہر ممکن اقدامات کر رہی ہے اور معیشت کی بحالی کے لئے جامع حکمت عملی پر عمل جاری ہے۔ انہوں نے کہا کہ ملک کو درپیش مسائل کے حل کے لئے تمام سیاسی جماعتوں کو مل بیٹھنا ہوگا اور قومی مفاد کو ترجیح دینا ہوگی۔ حکومت عوام کو ریلیف فراہم کرنے کے لئے ہر ممکن اقدامات کر رہی ہے اور معیشت کی بحالی کے لئے جامع حکمت عملی پر عمل جاری ہے۔ انہوں نے کہا کہ ملک کو درپیش مسائل کے حل کے لئے تمام سیاسی جماعتوں کو مل بیٹھنا ہوگا اور قومی مفاد کو ترجیح دینا ہوگی۔ حکومت عوام کو ریلیف فراہم کرنے کے لئے ہر ممکن اقدامات کر رہی ہے اور معیشت کی بحالی کے لئے جامع حکمت عملی پر عمل جاری ہے۔ انہوں نے کہا کہ ملک کو درپیش مسائل کے حل کے لئے تمام سیاسی جماعتوں کو مل بیٹھنا ہوگا اور قومی مفاد کو ترجیح دینا ہوگی۔ حکومت عوام کو ریلیف فراہم کرنے کے لئے ہر ممکن اقدامات کر رہی ہے اور معیشت کی بحالی کے لئے جامع حکمت عملی پر عمل جاری ہے۔ انہوں نے کہا کہ ملک کو درپیش مسائل کے حل کے لئے تمام سیاسی جماعتوں کو مل بیٹھنا ہوگا اور قومی مفاد کو ترجیح دینا ہوگی۔ حکومت عوام کو ریلیف فراہم کرنے کے لئے ہر ممکن اقدامات کر رہی ہے اور معیشت کی بحالی کے لئے جامع حکمت عملی پر عمل جاری ہے۔ انہوں نے کہا کہ ملک کو درپیش مسائل کے حل کے لئے تمام سیاسی جماعتوں کو مل بیٹھنا ہوگا اور قومی مفاد کو ترجیح دینا ہوگی۔ حکومت عوام کو ریلیف فراہم کرنے کے لئے ہر ممکن اقدامات کر رہی ہے اور معیشت کی بحالی کے لئے جامع حکمت عملی پر عمل جاری ہے۔ انہوں نے کہا کہ ملک کو درپیش مسائل کے حل کے لئے تمام سیاسی جماعتوں کو مل بیٹھنا ہوگا اور قومی مفاد کو ترجیح دینا ہوگی۔ حکومت عوام کو ریلیف فراہم کرنے کے لئے ہر ممکن اقدامات کر رہی ہے اور معیشت کی بحالی کے لئے جامع حکمت عملی پر عمل جاری ہے۔ انہوں نے کہا کہ ملک کو درپیش مسائل کے حل کے لئے تمام سیاسی جماعتوں کو مل بیٹھنا ہوگا اور قومی مفاد کو ترجیح دینا ہوگی۔ حکومت عوام کو ریلیف فراہم کرنے کے لئے ہر ممکن اقدامات کر رہی ہے اور معیشت کی بحالی کے لئے جامع حکمت عملی پر عمل جاری ہے۔ انہوں نے کہا کہ ملک کو درپیش مسائل کے حل کے لئے تمام سیاسی جماعتوں کو مل بیٹھنا ہوگا اور قومی مفاد کو ترجیح دینا ہوگی۔ حکومت عوام کو ریلیف فراہم کرنے کے لئے ہر ممکن اقدامات کر رہی ہے اور معیشت کی بحالی کے لئے جامع حکمت عملی پر عمل جاری ہے۔ انہوں نے کہا کہ ملک کو درپیش مسائل کے حل کے لئے تمام سیاسی جماعتوں کو مل بیٹھنا ہوگا اور قومی مفاد کو ترجیح دینا ہوگی۔ حکومت عوام کو ریلیف فراہم کرنے کے لئے ہر ممکن اقدامات کر رہی ہے اور معیشت کی بحالی کے لئے جامع حکمت عملی پر عمل جاری ہے۔ انہوں نے کہا کہ ملک کو درپیش مسائل کے حل کے لئے تمام سیاسی جماعتوں کو مل بیٹھنا ہوگا اور قومی مفاد کو ترجیح دینا ہوگی۔ حکومت عوام کو ریلیف فراہم کرنے کے لئے ہر ممکن اقدامات کر رہی ہے اور معیشت کی بحالی کے لئے جامع حکمت عملی پر عمل جاری ہے۔ انہوں نے کہا کہ ملک کو درپیش مسائل کے حل کے لئے تمام سیاسی جماعتوں کو مل بیٹھنا ہوگا اور قومی مفاد کو ترجیح دینا ہوگی۔ حکومت عوام کو ریلیف فراہم کرنے کے لئے ہر ممکن اقدامات کر رہی ہے اور معیشت کی بحالی کے لئے جامع حکمت عملی پر عمل جاری ہے۔ انہوں نے کہا کہ ملک کو درپیش مسائل کے حل کے لئے تمام سیاسی جماعتوں کو مل بیٹھنا ہوگا اور قومی مفاد کو ترجیح دینا ہوگی۔ حکومت عوام کو ریلیف فراہم کرنے کے لئے ہر ممکن اقدامات کر رہی ہے اور معیشت کی بحالی کے لئے جامع حکمت عملی پر عمل جاری ہے۔ انہوں نے کہا کہ ملک کو درپیش مسائل کے حل کے لئے تمام سیاسی جماعتوں کو مل بیٹھنا ہوگا اور قومی مفاد کو ترجیح دینا ہوگی۔ حکومت عوام کو ریلیف فراہم کرنے کے لئے ہر ممکن اقدامات کر رہی ہے اور معیشت کی بحالی کے لئے جامع حکمت عملی پر عمل جاری ہے۔ انہوں نے کہا کہ ملک کو درپیش مسائل کے حل کے لئے تمام سیاسی جماعتوں کو مل بیٹھنا ہوگا اور قومی مفاد کو ترجیح دینا ہوگی۔ حکومت عوام کو ریلیف فراہم کرنے کے لئے ہر ممکن اقدامات کر رہی ہے اور معیشت کی بحالی کے لئے جامع حکمت عملی پر عمل جاری ہے۔ انہوں نے کہا کہ ملک کو درپیش مسائل کے حل کے لئے تمام سیاسی جماعتوں کو مل بیٹھنا ہوگا اور قومی مفاد کو ترجیح دینا ہوگی۔ حکومت عوام کو ریلیف فراہم کرنے کے لئے ہر ممکن اقدامات کر رہی ہے اور معیشت کی بحالی کے لئے جامع حکمت عملی پر عمل جاری ہے۔ انہوں نے کہا کہ ملک کو درپیش مسائل کے حل کے لئے تمام سیاسی جماعتوں کو مل بیٹھنا ہوگا اور قومی مفاد کو ترجیح دینا ہوگی۔ حکومت عوام کو ریلیف فراہم کرنے کے لئے ہر ممکن اقدامات کر رہی ہے اور معیشت کی بحالی کے لئے جامع حکمت عملی پر عمل جاری ہے۔ انہوں نے کہا کہ ملک کو درپیش مسائل کے حل کے لئے تمام سیاسی جماعتوں کو مل بیٹھنا ہوگا اور قومی مفاد کو ترجیح دینا ہوگی۔ حکومت عوام کو ریلیف فراہم کرنے کے لئے ہر ممکن اقدامات کر رہی ہے اور معیشت کی بحالی کے لئے جامع حکمت عملی پر عمل جاری ہے۔ انہوں نے کہا کہ ملک کو درپیش مسائل کے حل کے لئے تمام سیاسی جماعتوں کو مل بیٹھنا ہوگا اور قومی مفاد کو ترجیح دینا ہوگی۔ حکومت عوام کو ریلیف فراہم کرنے کے لئے ہر ممکن اقدامات کر رہی ہے اور معیشت کی بحالی کے لئے جامع حکمت عملی پر عمل جاری ہے۔ انہوں نے کہا کہ ملک کو درپیش مسائل کے حل کے لئے تمام سیاسی جماعتوں کو مل بیٹھنا ہوگا اور قومی مفاد کو ترجیح دینا ہوگی۔ حکومت عوام کو ریلیف فراہم کرنے کے لئے ہر ممکن اقدامات کر رہی ہے اور معیشت کی بحالی کے لئے جامع حکمت عملی پر عمل جاری ہے۔ انہوں نے کہا کہ ملک کو درپیش مسائل کے حل کے لئے تمام سیاسی جماعتوں کو مل بیٹھنا ہوگا اور قومی مفاد کو ترجیح دینا ہوگی۔ حکومت عوام کو ریلیف فراہم کرنے کے لئے ہر ممکن اقدامات کر رہی ہے اور معیشت کی بحالی کے لئے جامع حکمت عملی پر عمل جاری ہے۔ انہوں نے کہا کہ ملک کو درپیش مسائل کے حل کے لئے تمام سیاسی جماعتوں کو مل بیٹھنا ہوگا اور قومی مفاد کو ترجیح دینا ہوگی۔ حکومت عوام کو ریلیف فراہم کرنے کے لئے ہر ممکن اقدامات کر رہی ہے اور معیشت کی بحالی کے لئے جامع حکمت عملی پر عمل جاری ہے۔ انہوں نے کہا کہ ملک کو درپیش مسائل کے حل کے لئے تمام سیاسی جماعتوں کو مل بیٹھنا ہوگا اور قومی مفاد کو ترجیح دینا ہوگی۔ حکومت عوام کو ریلیف فراہم کرنے کے لئے ہر ممکن اقدامات کر رہی ہے اور معیشت کی بحالی کے لئے جامع حکمت عملی پر عمل جاری ہے۔ انہوں نے کہا کہ ملک کو درپیش مسائل کے حل کے لئے تمام سیاسی جماعتوں کو مل بیٹھنا ہوگا اور قومی مفاد کو ترجیح دینا ہوگی۔ حکومت عوام کو ریلیف فراہم کرنے کے لئے ہر ممکن اقدامات کر رہی ہے اور معیشت کی بحالی کے لئے جامع حکمت عملی پر عمل جاری ہے۔ انہوں نے کہا کہ ملک کو درپیش مسائل کے حل کے لئے تمام سیاسی جماعتوں کو مل بیٹھنا ہوگا اور قومی مفاد کو ترجیح دینا ہوگی۔ حکومت عوام کو ریلیف فراہم کرنے کے لئے ہر ممکن اقدامات کر رہی ہے اور معیشت کی بحالی کے لئے جامع حکمت عملی پر عمل جاری ہے۔ انہوں نے کہا کہ ملک کو درپیش مسائل کے حل کے لئے تمام سیاسی جماعتوں کو مل بیٹھنا ہوگا اور قومی مفاد کو ترجیح دینا ہوگی۔ حکومت عوام کو ریلیف فراہم کرنے کے لئے ہر ممکن اقدامات کر رہی ہے اور معیشت کی بحالی کے لئے جامع حکمت عملی پر عمل جاری ہے۔ انہوں نے کہا کہ ملک کو درپیش مسائل کے حل کے لئے تمام سیاسی جماعتوں کو مل بیٹھنا ہوگا اور قومی مفاد کو ترجیح دینا ہوگی۔ حکومت عوام کو ریلیف فراہم کرنے کے لئے ہر ممکن اقدامات کر رہی ہے اور معیشت کی بحالی کے لئے جامع حکمت عملی پر عمل جاری ہے۔ انہوں نے کہا کہ ملک کو درپیش مسائل کے حل کے لئے تمام سیاسی جماعتوں کو مل بیٹھنا ہوگا اور قومی مفاد کو ترجیح دینا ہوگی۔ حکومت عوام کو ریلیف فراہم کرنے کے لئے ہر ممکن اقدامات کر رہی ہے اور معیشت کی بحالی کے لئے جامع حکمت عملی پر عمل جاری ہے۔ انہوں نے کہا کہ ملک کو درپیش مسائل کے حل کے لئے تمام سیاسی جماعتوں کو مل بیٹھنا ہوگا اور قومی مفاد کو ترجیح دینا ہوگی۔ حکومت عوام کو ریلیف فراہم کرنے کے لئے ہر ممکن اقدامات کر رہی ہے اور معیشت کی بحالی کے لئے جامع حکمت عملی پر عمل جاری ہے۔ انہوں نے کہا کہ ملک کو درپیش مسائل کے حل کے لئے تمام سیاسی جماعتوں کو مل بیٹھنا ہوگا اور قومی مفاد کو ترجیح دینا ہوگی۔ حکومت عوام کو ریلیف فراہم کرنے کے لئے ہر ممکن اقدامات کر رہی ہے اور معیشت کی بحالی کے لئے جامع حکمت عملی پر عمل جاری ہے۔ انہوں نے کہا کہ ملک کو درپیش مسائل کے حل کے لئے تمام سیاسی جماعتوں کو مل بیٹھنا ہوگا اور قومی مفاد کو ترجیح دینا ہوگی۔ حکومت عوام کو ریلیف فراہم کرنے کے لئے ہر ممکن اقدامات کر رہی ہے اور معیشت کی بحالی کے لئے جامع حکمت عملی پر عمل جاری ہے۔ انہوں نے کہا کہ ملک کو درپیش مسائل کے حل کے لئے تمام سیاسی جماعتوں کو مل بیٹھنا ہوگا اور قومی مفاد کو ترجیح دینا ہوگی۔ حکومت عوام کو ریلیف فراہم کرنے کے لئے ہر ممکن اقدامات کر رہی ہے اور معیشت کی بحالی کے لئے جامع حکمت عملی پر عمل جاری ہے۔ انہوں نے کہا کہ ملک کو درپیش مسائل کے حل کے لئے تمام سیاسی جماعتوں کو مل بیٹھنا ہوگا اور قومی مفاد کو ترجیح دینا ہوگی۔ حکومت عوام کو ریلیف فراہم کرنے کے لئے ہر ممکن اقدامات کر رہی ہے اور معیشت کی بحالی کے لئے جامع حکمت عملی پر عمل جاری ہے۔ انہوں نے کہا کہ ملک کو درپیش مسائل کے حل کے لئے تمام سیاسی جماعتوں کو مل بیٹھنا ہوگا اور قومی مفاد کو ترجیح دینا ہوگی۔ حکومت عوام کو ریلیف فراہم کرنے کے لئے ہر ممکن اقدامات کر رہی ہے اور معیشت کی بحالی کے لئے جامع حکمت عملی پر عمل جاری ہے۔ انہوں نے کہا کہ ملک کو درپیش مسائل کے حل کے لئے تمام سیاسی جماعتوں کو مل بیٹھنا ہوگا اور قومی مفاد کو ترجیح دینا ہوگی۔ حکومت عوام کو ریلیف فراہم کرنے کے لئے ہر ممکن اقدامات کر رہی ہے اور معیشت کی بحالی کے لئے جامع حکمت عملی پر عمل جاری ہے۔ انہوں نے کہا کہ ملک کو درپیش مسائل کے حل کے لئے تمام سیاسی جماعتوں کو مل بیٹھنا ہوگا اور قومی مفاد کو ترجیح دینا ہوگی۔ حکومت عوام کو ریلیف فراہم کرنے کے لئے ہر ممکن اقدامات کر رہی ہے اور معیشت کی بحالی کے لئے جامع حکمت عملی پر عمل جاری ہے۔ انہوں نے کہا کہ ملک کو درپیش مسائل کے حل کے لئے تمام سیاسی جماعتوں کو مل بیٹھنا ہوگا اور قومی مفاد کو ترجیح دینا ہوگی۔ حکومت عوام کو ریلیف فراہم کرنے کے لئے ہر ممکن اقدامات کر رہی: [94, 340, 180, 2575]
continuation-text: کو خراج تحسین پیش کیا گیا۔ مقررین نے ان کی خدمات کو سراہا۔: [184, 199, 271, 220]
continuation-block: [636, 189, 722, 264]
continuation-label: بقیہ: [49, 341, 89, 354]
continuation-text: کا اظہار کیا گیا۔ انہوں نے کہا کہ ملکی سلامتی پر کوئی سمجھوتہ نہیں ہوگا۔: [455, 235, 542, 256]
continuation-badge: [4, 203, 90, 218]
continuation-number: 08: [563, 212, 576, 224]
continuation-number: 10: [563, 299, 576, 310]
continuation-badge: [455, 109, 541, 125]
continuation-text: کی سماعت ہوئی۔ عدالت نے فیصلہ محفوظ کر لیا۔: [4, 112, 90, 126]
continuation-text: کے حوالے سے اجلاس منعقد ہوا جس میں اہم امور پر غور کیا گیا۔: [94, 112, 180, 126]
continuation-text: کیا گیا۔ اجلاس میں متعدد امور زیر غور آئے اور اہم فیصلے کیے گئے۔: [365, 134, 451, 148]
continuation-block: [94, 203, 180, 235]
continuation-label: بقیہ: [411, 16, 450, 30]
continuation-badge: [4, 340, 90, 355]
continuation-number: 24: [382, 118, 395, 130]
continuation-block: [455, 73, 541, 105]
continuation-badge: [455, 160, 541, 175]
continuation-block: [94, 275, 180, 307]
continuation-block: [94, 167, 180, 199]
continuation-badge: [4, 311, 90, 327]
continuation-number: 30: [292, 61, 305, 72]
continuation-badge: [94, 131, 180, 146]
continuation-block: [94, 239, 180, 271]
continuation-label: بقیہ: [411, 117, 450, 131]
continuation-text: کے علاوہ دیگر رہنما بھی موجود تھے۔ اجلاس میں ملک کی موجودہ سیاسی صورتحال پر تفصیلی غور کیا گیا اور آئندہ کے لائحہ عمل کی منظوری دی گئی۔ شرکا نے کہا کہ عوام کی خدمت ہماری اولین ترجیح ہے۔: [546, 33, 632, 83]
continuation-text: گیا اور دوسرے مقدمات میں بھی سزائیں سنائی گئی ہیں۔ عدالت نے فیصلہ سناتے ہوئے کہا کہ ملزمان کے خلاف الزامات ثابت ہو گئے ہیں اور قانون کے مطابق کارروائی مکمل کی گئی۔ اس موقع پر کمرہ عدالت میں سکیورٹی کے سخت انتظامات کیے گئے تھے اور وکلا کی بڑی تعداد موجود تھی۔ فیصلے کے بعد پارٹی رہنماؤں نے کہا کہ وہ اس فیصلے کو اعلی عدالت میں چیلنج کریں گے اور انصاف کے حصول کے لئے ہر فورم پر جائیں گے۔: [636, 33, 722, 126]
continuation-number: 32: [292, 140, 305, 151]
continuation-number: 41: [201, 183, 215, 195]
continuation-block: [185, 145, 271, 177]
continuation-text: گیا۔ انہوں نے کہا کہ قانون سب کے لئے برابر ہے۔: [94, 148, 180, 162]
continuation-label: بقیہ: [501, 74, 541, 88]
continuation-block: [636, 131, 722, 184]
continuation-block: [546, 210, 632, 257]
continuation-badge: [365, 15, 451, 31]
continuation-number: 17: [472, 219, 485, 231]
continuation-badge: [546, 88, 632, 103]
continuation-block: [365, 246, 451, 278]
continuation-badge: [4, 131, 90, 146]
continuation-label: بقیہ: [140, 240, 179, 253]
continuation-block: [185, 181, 271, 221]
continuation-text: کیا گیا۔ انہوں نے کہا کہ انتخابی مہم کے دوران ضابطہ اخلاق کی پابندی لازمی ہے۔ خلاف ورزی پر سخت کارروائی کی جائے گی۔: [455, 127, 542, 155]
continuation-badge: [365, 282, 451, 298]
continuation-label: بقیہ: [49, 240, 89, 253]
continuation-text: کیا۔ اس موقع پر شرکا نے مختلف تجاویز پیش کیں۔: [365, 264, 451, 278]
column-body-text: انہوں نے کہا کہ ملک کو درپیش مسائل کے حل کے لئے تمام سیاسی جماعتوں کو مل بیٹھنا ہوگا اور قومی مفاد کو ترجیح دینا ہوگی۔ حکومت عوام کو ریلیف فراہم کرنے کے لئے ہر ممکن اقدامات کر رہی ہے اور معیشت کی بحالی کے لئے جامع حکمت عملی پر عمل جاری ہے۔ انہوں نے کہا کہ ملک کو درپیش مسائل کے حل کے لئے تمام سیاسی جماعتوں کو مل بیٹھنا ہوگا اور قومی مفاد کو ترجیح دینا ہوگی۔ حکومت عوام کو ریلیف فراہم کرنے کے لئے ہر ممکن اقدامات کر رہی ہے اور معیشت کی بحالی کے لئے جامع حکمت عملی پر عمل جاری ہے۔ انہوں نے کہا کہ ملک کو درپیش مسائل کے حل کے لئے تمام سیاسی جماعتوں کو مل بیٹھنا ہوگا اور قومی مفاد کو ترجیح دینا ہوگی۔ حکومت عوام کو ریلیف فراہم کرنے کے لئے ہر ممکن اقدامات کر رہی ہے اور معیشت کی بحالی کے لئے جامع حکمت عملی پر عمل جاری ہے۔ انہوں نے کہا کہ ملک کو درپیش مسائل کے حل کے لئے تمام سیاسی جماعتوں کو مل بیٹھنا ہوگا اور قومی مفاد کو ترجیح دینا ہوگی۔ حکومت عوام کو ریلیف فراہم کرنے کے لئے ہر ممکن اقدامات کر رہی ہے اور معیشت کی بحالی کے لئے جامع حکمت عملی پر عمل جاری ہے۔ انہوں نے کہا کہ ملک کو درپیش مسائل کے حل کے لئے تمام سیاسی جماعتوں کو مل بیٹھنا ہوگا اور قومی مفاد کو ترجیح دینا ہوگی۔ حکومت عوام کو ریلیف فراہم کرنے کے لئے ہر ممکن اقدامات کر رہی ہے اور معیشت کی بحالی کے لئے جامع حکمت عملی پر عمل جاری ہے۔ انہوں نے کہا کہ ملک کو درپیش مسائل کے حل کے لئے تمام سیاسی جماعتوں کو مل بیٹھنا ہوگا اور قومی مفاد کو ترجیح دینا ہوگی۔ حکومت عوام کو ریلیف فراہم کرنے کے لئے ہر ممکن اقدامات کر رہی ہے اور معیشت کی بحالی کے لئے جامع حکمت عملی پر عمل جاری ہے۔ انہوں نے کہا کہ ملک کو درپیش مسائل کے حل کے لئے تمام سیاسی جماعتوں کو مل بیٹھنا ہوگا اور قومی مفاد کو ترجیح دینا ہوگی۔ حکومت عوام کو ریلیف فراہم کرنے کے لئے ہر ممکن اقدامات کر رہی ہے اور معیشت کی بحالی کے لئے جامع حکمت عملی پر عمل جاری ہے۔ انہوں نے کہا کہ ملک کو درپیش مسائل کے حل کے لئے تمام سیاسی جماعتوں کو مل بیٹھنا ہوگا اور قومی مفاد کو ترجیح دینا ہوگی۔ حکومت عوام کو ریلیف فراہم کرنے کے لئے ہر ممکن اقدامات کر رہی ہے اور معیشت کی بحالی کے لئے جامع حکمت عملی پر عمل جاری ہے۔ انہوں نے کہا کہ ملک کو درپیش مسائل کے حل کے لئے تمام سیاسی جماعتوں کو مل بیٹھنا ہوگا اور قومی مفاد کو ترجیح دینا ہوگی۔ حکومت عوام کو ریلیف فراہم کرنے کے لئے ہر ممکن اقدامات کر رہی ہے اور معیشت کی بحالی کے لئے جامع حکمت عملی پر عمل جاری ہے۔ انہوں نے کہا کہ ملک کو درپیش مسائل کے حل کے لئے تمام سیاسی جماعتوں کو مل بیٹھنا ہوگا اور قومی مفاد کو ترجیح دینا ہوگی۔ حکومت عوام کو ریلیف فراہم کرنے کے لئے ہر ممکن اقدامات کر رہی ہے اور معیشت کی بحالی کے لئے جامع حکمت عملی پر عمل جاری ہے۔ انہوں نے کہا کہ ملک کو درپیش مسائل کے حل کے لئے تمام سیاسی جماعتوں کو مل بیٹھنا ہوگا اور قومی مفاد کو ترجیح دینا ہوگی۔ حکومت عوام کو ریلیف فراہم کرنے کے لئے ہر ممکن اقدامات کر رہی ہے اور معیشت کی بحالی کے لئے جامع حکمت عملی پر عمل جاری ہے۔ انہوں نے کہا کہ ملک کو درپیش مسائل کے حل کے لئے تمام سیاسی جماعتوں کو مل بیٹھنا ہوگا اور قومی مفاد کو ترجیح دینا ہوگی۔ حکومت عوام کو ریلیف فراہم کرنے کے لئے ہر ممکن اقدامات کر رہی ہے اور معیشت کی بحالی کے لئے جامع حکمت عملی پر عمل جاری ہے۔ انہوں نے کہا کہ ملک کو درپیش مسائل کے حل کے لئے تمام سیاسی جماعتوں کو مل بیٹھنا ہوگا اور قومی مفاد کو ترجیح دینا ہوگی۔ حکومت عوام کو ریلیف فراہم کرنے کے لئے ہر ممکن اقدامات کر رہی ہے اور معیشت کی بحالی کے لئے جامع حکمت عملی پر عمل جاری ہے۔ انہوں نے کہا کہ ملک کو درپیش مسائل کے حل کے لئے تمام سیاسی جماعتوں کو مل بیٹھنا ہوگا اور قومی مفاد کو ترجیح دینا ہوگی۔ حکومت عوام کو ریلیف فراہم کرنے کے لئے ہر ممکن اقدامات کر رہی ہے اور معیشت کی بحالی کے لئے جامع حکمت عملی پر عمل جاری ہے۔ انہوں نے کہا کہ ملک کو درپیش مسائل کے حل کے لئے تمام سیاسی جماعتوں کو مل بیٹھنا ہوگا اور قومی مفاد کو ترجیح دینا ہوگی۔ حکومت عوام کو ریلیف فراہم کرنے کے لئے ہر ممکن اقدامات کر رہی ہے اور معیشت کی بحالی کے لئے جامع حکمت عملی پر عمل جاری ہے۔ انہوں نے کہا کہ ملک کو درپیش مسائل کے حل کے لئے تمام سیاسی جماعتوں کو مل بیٹھنا ہوگا اور قومی مفاد کو ترجیح دینا ہوگی۔ حکومت عوام کو ریلیف فراہم کرنے کے لئے ہر ممکن اقدامات کر رہی ہے اور معیشت کی بحالی کے لئے جامع حکمت عملی پر عمل جاری ہے۔ انہوں نے کہا کہ ملک کو درپیش مسائل کے حل کے لئے تمام سیاسی جماعتوں کو مل بیٹھنا ہوگا اور قومی مفاد کو ترجیح دینا ہوگی۔ حکومت عوام کو ریلیف فراہم کرنے کے لئے ہر ممکن اقدامات کر رہی ہے اور معیشت کی بحالی کے لئے جامع حکمت عملی پر عمل جاری ہے۔ انہوں نے کہا کہ ملک کو درپیش مسائل کے حل کے لئے تمام سیاسی جماعتوں کو مل بیٹھنا ہوگا اور قومی مفاد کو ترجیح دینا ہوگی۔ حکومت عوام کو ریلیف فراہم کرنے کے لئے ہر ممکن اقدامات کر رہی ہے اور معیشت کی بحالی کے لئے جامع حکمت عملی پر عمل جاری ہے۔ انہوں نے کہا کہ ملک کو درپیش مسائل کے حل کے لئے تمام سیاسی جماعتوں کو مل بیٹھنا ہوگا اور قومی مفاد کو ترجیح دینا ہوگی۔ حکومت عوام کو ریلیف فراہم کرنے کے لئے ہر ممکن اقدامات کر رہی ہے اور معیشت کی بحالی کے لئے جامع حکمت عملی پر عمل جاری ہے۔ انہوں نے کہا کہ ملک کو درپیش مسائل کے حل کے لئے تمام سیاسی جماعتوں کو مل بیٹھنا ہوگا اور قومی مفاد کو ترجیح دینا ہوگی۔ حکومت عوام کو ریلیف فراہم کرنے کے لئے ہر ممکن اقدامات کر رہی ہے اور معیشت کی بحالی کے لئے جامع حکمت عملی پر عمل جاری ہے۔ انہوں نے کہا کہ ملک کو درپیش مسائل کے حل کے لئے تمام سیاسی جماعتوں کو مل بیٹھنا ہوگا اور قومی مفاد کو ترجیح دینا ہوگی۔ حکومت عوام کو ریلیف فراہم کرنے کے لئے ہر ممکن اقدامات کر رہی ہے اور معیشت کی بحالی کے لئے جامع حکمت عملی پر عمل جاری ہے۔ انہوں نے کہا کہ ملک کو درپیش مسائل کے حل کے لئے تمام سیاسی جماعتوں کو مل بیٹھنا ہوگا اور قومی مفاد کو ترجیح دینا ہوگی۔ حکومت عوام کو ریلیف فراہم کرنے کے لئے ہر ممکن اقدامات کر رہی ہے اور معیشت کی بحالی کے لئے جامع حکمت عملی پر عمل جاری ہے۔ انہوں نے کہا کہ ملک کو درپیش مسائل کے حل کے لئے تمام سیاسی جماعتوں کو مل بیٹھنا ہوگا اور قومی مفاد کو ترجیح دینا ہوگی۔ حکومت عوام کو ریلیف فراہم کرنے کے لئے ہر ممکن اقدامات کر رہی ہے اور معیشت کی بحالی کے لئے جامع حکمت عملی پر عمل جاری ہے۔ انہوں نے کہا کہ ملک کو درپیش مسائل کے حل کے لئے تمام سیاسی جماعتوں کو مل بیٹھنا ہوگا اور قومی مفاد کو ترجیح دینا ہوگی۔ حکومت عوام کو ریلیف فراہم کرنے کے لئے ہر ممکن اقدامات کر رہی ہے اور معیشت کی بحالی کے لئے جامع حکمت عملی پر عمل جاری ہے۔ انہوں نے کہا کہ ملک کو درپیش مسائل کے حل کے لئے تمام سیاسی جماعتوں کو مل بیٹھنا ہوگا اور قومی مفاد کو ترجیح دینا ہوگی۔ حکومت عوام کو ریلیف فراہم کرنے کے لئے ہر ممکن اقدامات کر رہی ہے اور معیشت کی بحالی کے لئے جامع حکمت عملی پر عمل جاری ہے۔ انہوں نے کہا کہ ملک کو درپیش مسائل کے حل کے لئے تمام سیاسی جماعتوں کو مل بیٹھنا ہوگا اور قومی مفاد کو ترجیح دینا ہوگی۔ حکومت عوام کو ریلیف فراہم کرنے کے لئے ہر ممکن اقدامات کر رہی ہے اور معیشت کی بحالی کے لئے جامع حکمت عملی پر عمل جاری ہے۔ انہوں نے کہا کہ ملک کو درپیش مسائل کے حل کے لئے تمام سیاسی جماعتوں کو مل بیٹھنا ہوگا اور قومی مفاد کو ترجیح دینا ہوگی۔ حکومت عوام کو ریلیف فراہم کرنے کے لئے ہر ممکن اقدامات کر رہی ہے اور معیشت کی بحالی کے لئے جامع حکمت عملی پر عمل جاری ہے۔ انہوں نے کہا کہ ملک کو درپیش مسائل کے حل کے لئے تمام سیاسی جماعتوں کو مل بیٹھنا ہوگا اور قومی مفاد کو ترجیح دینا ہوگی۔ حکومت عوام کو ریلیف فراہم کرنے کے لئے ہر ممکن اقدامات کر رہی ہے اور معیشت کی بحالی کے لئے جامع حکمت عملی پر عمل جاری ہے۔ انہوں نے کہا کہ ملک کو درپیش مسائل کے حل کے لئے تمام سیاسی جماعتوں کو مل بیٹھنا ہوگا اور قومی مفاد کو ترجیح دینا ہوگی۔ حکومت عوام کو ریلیف فراہم کرنے کے لئے ہر ممکن اقدامات کر رہی ہے اور معیشت کی بحالی کے لئے جامع حکمت عملی پر عمل جاری ہے۔ انہوں نے کہا کہ ملک کو درپیش مسائل کے حل کے لئے تمام سیاسی جماعتوں کو مل بیٹھنا ہوگا اور قومی مفاد کو ترجیح دینا ہوگی۔ حکومت عوام کو ریلیف فراہم کرنے کے لئے ہر ممکن اقدامات کر رہی ہے اور معیشت کی بحالی کے لئے جامع حکمت عملی پر عمل جاری ہے۔ انہوں نے کہا کہ ملک کو درپیش مسائل کے حل کے لئے تمام سیاسی جماعتوں کو مل بیٹھنا ہوگا اور قومی مفاد کو ترجیح دینا ہوگی۔ حکومت عوام کو ریلیف فراہم کرنے کے لئے ہر ممکن اقدامات کر رہی ہے اور معیشت کی بحالی کے لئے جامع حکمت عملی پر عمل جاری ہے۔ انہوں نے کہا کہ ملک کو درپیش مسائل کے حل کے لئے تمام سیاسی جماعتوں کو مل بیٹھنا ہوگا اور قومی مفاد کو ترجیح دینا ہوگی۔ حکومت عوام کو ریلیف فراہم کرنے کے لئے ہر ممکن اقدامات کر رہی ہے اور معیشت کی بحالی کے لئے جامع حکمت عملی پر عمل جاری ہے۔ انہوں نے کہا کہ ملک کو درپیش مسائل کے حل کے لئے تمام سیاسی جماعتوں کو مل بیٹھنا ہوگا اور قومی مفاد کو ترجیح دینا ہوگی۔ حکومت عوام کو ریلیف فراہم کرنے کے لئے ہر ممکن اقدامات کر رہی ہے اور معیشت کی بحالی کے لئے جامع حکمت عملی پر عمل جاری ہے۔ انہوں نے کہا کہ ملک کو درپیش مسائل کے حل کے لئے تمام سیاسی جماعتوں کو مل بیٹھنا ہوگا اور قومی مفاد کو ترجیح دینا ہوگی۔ حکومت عوام کو ریلیف فراہم کرنے کے لئے ہر ممکن اقدامات کر رہی ہے اور معیشت کی بحالی کے لئے جامع حکمت عملی پر عمل جاری ہے۔ انہوں نے کہا کہ ملک کو درپیش مسائل کے حل کے لئے تمام سیاسی جماعتوں کو مل بیٹھنا ہوگا اور قومی مفاد کو ترجیح دینا ہوگی۔ حکومت عوام کو ریلیف فراہم کرنے کے لئے ہر ممکن اقدامات کر رہی ہے اور معیشت کی بحالی کے لئے جامع حکمت عملی پر عمل جاری ہے۔ انہوں نے کہا کہ ملک کو درپیش مسائل کے حل کے لئے تمام سیاسی جماعتوں کو مل بیٹھنا ہوگا اور قومی مفاد کو ترجیح دینا ہوگی۔ حکومت عوام کو ریلیف فراہم کرنے کے لئے ہر ممکن اقدامات کر رہی ہے اور معیشت کی بحالی کے لئے جامع حکمت عملی پر عمل جاری ہے۔ انہوں نے کہا کہ ملک کو درپیش مسائل کے حل کے لئے تمام سیاسی جماعتوں کو مل بیٹھنا ہوگا اور قومی مفاد کو ترجیح دینا ہوگی۔ حکومت عوام کو ریلیف فراہم کرنے کے لئے ہر ممکن اقدامات کر رہی ہے اور معیشت کی بحالی کے لئے جامع حکمت عملی پر عمل جاری ہے۔ انہوں نے کہا کہ ملک کو درپیش مسائل کے حل کے لئے تمام سیاسی جماعتوں کو مل بیٹھنا ہوگا اور قومی مفاد کو ترجیح دینا ہوگی۔ حکومت عوام کو ریلیف فراہم کرنے کے لئے ہر ممکن اقدامات کر رہی ہے اور معیشت کی بحالی کے لئے جامع حکمت عملی پر عمل جاری ہے۔ انہوں نے کہا کہ ملک کو درپیش مسائل کے حل کے لئے تمام سیاسی جماعتوں کو مل بیٹھنا ہوگا اور قومی مفاد کو ترجیح دینا ہوگی۔ حکومت عوام کو ریلیف فراہم کرنے کے لئے ہر ممکن اقدامات کر رہی ہے اور معیشت کی بحالی کے لئے: [275, 333, 361, 2575]
continuation-badge: [185, 15, 271, 31]
continuation-label: بقیہ: [682, 132, 721, 145]
continuation-badge: [546, 362, 632, 377]
continuation-badge: [4, 59, 90, 74]
continuation-label: بقیہ: [411, 204, 450, 217]
continuation-text: گیا۔ انہوں نے کہا کہ انتخابات بروقت ہوں گے۔: [4, 148, 90, 162]
continuation-number: 20: [472, 335, 485, 346]
continuation-badge: [275, 297, 361, 312]
continuation-text: کی گئی۔ تقریب میں بڑی تعداد میں لوگوں نے شرکت کی۔: [94, 293, 180, 307]
continuation-badge: [275, 261, 361, 276]
continuation-number: 01: [653, 18, 666, 29]
continuation-block: [275, 217, 361, 257]
continuation-text: کا کہنا تھا کہ مسائل کے حل کے لئے مذاکرات ضروری ہیں۔: [94, 184, 180, 198]
continuation-label: بقیہ: [501, 110, 541, 124]
continuation-label: بقیہ: [411, 247, 450, 261]
continuation-block: [455, 217, 541, 257]
continuation-text: خان کے خلاف مقدمات کی سماعت جاری ہے اور عدالت نے آئندہ سماعت پر فریقین کو دلائل دینے کی ہدایت کی ہے۔ عدالت نے حکم دیا کہ تمام ریکارڈ پیش کیا جائے۔: [636, 148, 722, 184]
continuation-text: کے مطابق کارروائی عمل میں لائی جائے گی۔: [275, 278, 361, 292]
continuation-badge: [275, 102, 361, 117]
continuation-text: شریف نے کہا کہ ملک کو درپیش چیلنجز سے نمٹنے کے لئے قومی اتفاق رائے کی ضرورت ہے۔ انہوں نے کہا کہ معیشت کی بحالی اولین ترجیح ہے۔: [455, 33, 542, 69]
continuation-badge: [275, 138, 361, 154]
continuation-number: 07: [563, 155, 576, 166]
continuation-badge: [4, 95, 90, 110]
masthead: [0, 0, 726, 12]
continuation-label: بقیہ: [592, 262, 631, 275]
continuation-number: 05: [563, 18, 576, 29]
continuation-label: بقیہ: [592, 154, 631, 167]
continuation-number: 02: [653, 133, 666, 144]
continuation-number: 37: [201, 18, 215, 29]
continuation-label: بقیہ: [320, 16, 360, 30]
continuation-badge: [94, 167, 180, 182]
